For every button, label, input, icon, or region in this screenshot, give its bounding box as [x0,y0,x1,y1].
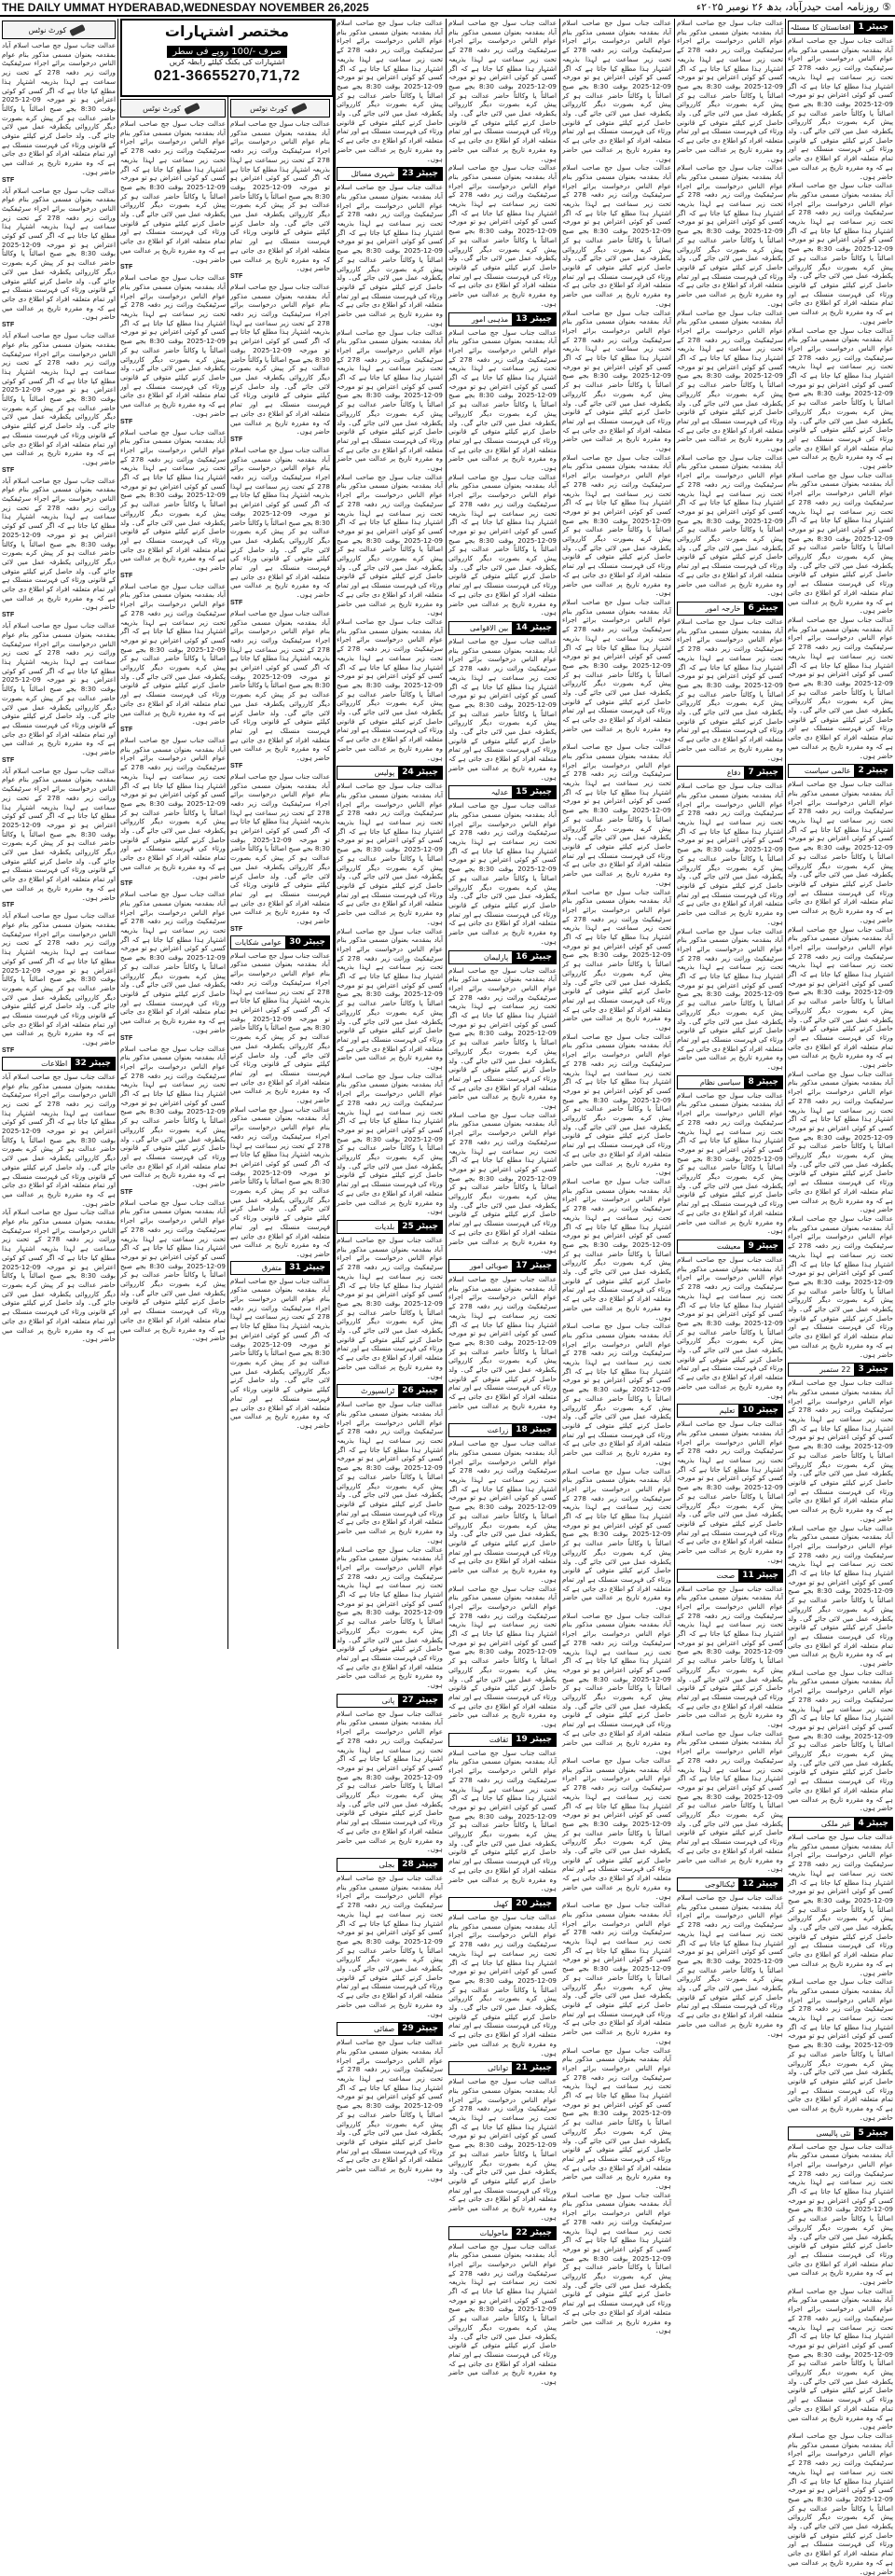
chapter-title: بجلی [376,1859,399,1871]
article-entry [337,1858,443,2018]
article-entry [448,312,557,618]
article-text: عدالت جناب سول جج صاحب اسلام آباد بمقدمہ بعنوان مسمی مذکور بنام عوام الناس درخواست برائے اجراء سرٹیفکیٹ وراثت زیر دفعہ 278 کے تحت زیر سماعت ہے لہذا بذریعہ اشتہار ہذا مطلع کیا جاتا ہے کہ اگر کسی کو کوئی اعتراض ہو تو مورخہ 09-12-2025 بوقت 8:30 بجے صبح اصالتاً یا وکالتاً حاضر عدالت ہو کر پیش کرے بصورت دیگر کارروائی یکطرفہ عمل میں لائی جائے گی۔ ولد حاصل کرنے کیلئے متوفی کے قانونی ورثاء کی فہرست منسلک ہے اور تمام متعلقہ افراد کو اطلاع دی جاتی ہے کہ وہ مقررہ تاریخ پر عدالت میں حاضر ہوں۔ [448,1913,557,2057]
column-8 [2,19,116,1649]
classified-phone: 021-36655270,71,72 [122,68,332,85]
chapter-badge [677,1404,783,1418]
article-entry [677,1569,783,1875]
stf-mark: STF [230,926,330,933]
chapter-number: چیپٹر 24 [398,767,442,779]
article-text: عدالت جناب سول جج صاحب اسلام آباد بمقدمہ بعنوان مسمی مذکور بنام عوام الناس درخواست برائے اجراء سرٹیفکیٹ وراثت زیر دفعہ 278 کے تحت زیر سماعت ہے لہذا بذریعہ اشتہار ہذا مطلع کیا جاتا ہے کہ اگر کسی کو کوئی اعتراض ہو تو مورخہ 09-12-2025 بوقت 8:30 بجے صبح اصالتاً یا وکالتاً حاضر عدالت ہو کر پیش کرے بصورت دیگر کارروائی یکطرفہ عمل میں لائی جائے گی۔ ولد حاصل کرنے کیلئے متوفی کے قانونی ورثاء کی فہرست منسلک ہے اور تمام متعلقہ افراد کو اطلاع دی جاتی ہے کہ وہ مقررہ تاریخ پر عدالت میں حاضر ہوں۔ [677,309,783,453]
article-entry [448,1259,557,1420]
notice-text: عدالت جناب سول جج صاحب اسلام آباد بمقدمہ بعنوان مسمی مذکور بنام عوام الناس درخواست برائے اجراء سرٹیفکیٹ وراثت زیر دفعہ 278 کے تحت زیر سماعت ہے لہذا بذریعہ اشتہار ہذا مطلع کیا جاتا ہے کہ اگر کسی کو کوئی اعتراض ہو تو مورخہ 09-12-2025 بوقت 8:30 بجے صبح اصالتاً یا وکالتاً حاضر عدالت ہو کر پیش کرے بصورت دیگر کارروائی یکطرفہ عمل میں لائی جائے گی۔ ولد حاصل کرنے کیلئے متوفی کے قانونی ورثاء کی فہرست منسلک ہے اور تمام متعلقہ افراد کو اطلاع دی جاتی ہے کہ وہ مقررہ تاریخ پر عدالت میں حاضر ہوں۔ [120,273,226,418]
article-entry [677,1240,783,1400]
classified-title: مختصر اشتہارات [122,22,332,40]
column-rule [785,19,786,1649]
chapter-title: تعلیم [716,1405,738,1417]
article-entry [677,1404,783,1564]
article-entry [788,1363,893,1813]
stf-mark: STF [120,727,226,733]
notice-text: عدالت جناب سول جج صاحب اسلام آباد بمقدمہ بعنوان مسمی مذکور بنام عوام الناس درخواست برائے اجراء سرٹیفکیٹ وراثت زیر دفعہ 278 کے تحت زیر سماعت ہے لہذا بذریعہ اشتہار ہذا مطلع کیا جاتا ہے کہ اگر کسی کو کوئی اعتراض ہو تو مورخہ 09-12-2025 بوقت 8:30 بجے صبح اصالتاً یا وکالتاً حاضر عدالت ہو کر پیش کرے بصورت دیگر کارروائی یکطرفہ عمل میں لائی جائے گی۔ ولد حاصل کرنے کیلئے متوفی کے قانونی ورثاء کی فہرست منسلک ہے اور تمام متعلقہ افراد کو اطلاع دی جاتی ہے کہ وہ مقررہ تاریخ پر عدالت میں حاضر ہوں۔ [120,582,226,727]
notice-text: عدالت جناب سول جج صاحب اسلام آباد بمقدمہ بعنوان مسمی مذکور بنام عوام الناس درخواست برائے اجراء سرٹیفکیٹ وراثت زیر دفعہ 278 کے تحت زیر سماعت ہے لہذا بذریعہ اشتہار ہذا مطلع کیا جاتا ہے کہ اگر کسی کو کوئی اعتراض ہو تو مورخہ 09-12-2025 بوقت 8:30 بجے صبح اصالتاً یا وکالتاً حاضر عدالت ہو کر پیش کرے بصورت دیگر کارروائی یکطرفہ عمل میں لائی جائے گی۔ ولد حاصل کرنے کیلئے متوفی کے قانونی ورثاء کی فہرست منسلک ہے اور تمام متعلقہ افراد کو اطلاع دی جاتی ہے کہ وہ مقررہ تاریخ پر عدالت میں حاضر ہوں۔ [2,477,116,613]
article-entry [677,1075,783,1236]
classified-contact-text: اشتہارات کی بکنگ کیلئے رابطہ کریں [122,58,332,66]
article-text: عدالت جناب سول جج صاحب اسلام آباد بمقدمہ بعنوان مسمی مذکور بنام عوام الناس درخواست برائے اجراء سرٹیفکیٹ وراثت زیر دفعہ 278 کے تحت زیر سماعت ہے لہذا بذریعہ اشتہار ہذا مطلع کیا جاتا ہے کہ اگر کسی کو کوئی اعتراض ہو تو مورخہ 09-12-2025 بوقت 8:30 بجے صبح اصالتاً یا وکالتاً حاضر عدالت ہو کر پیش کرے بصورت دیگر کارروائی یکطرفہ عمل میں لائی جائے گی۔ ولد حاصل کرنے کیلئے متوفی کے قانونی ورثاء کی فہرست منسلک ہے اور تمام متعلقہ افراد کو اطلاع دی جاتی ہے کہ وہ مقررہ تاریخ پر عدالت میں حاضر ہوں۔ [448,19,557,163]
chapter-number: چیپٹر 10 [738,1405,782,1417]
chapter-number: چیپٹر 8 [744,1076,782,1088]
chapter-title: پانی [379,1695,399,1707]
chapter-title: صفائی [370,2023,398,2035]
column-rule-thick [333,19,336,1649]
article-text: عدالت جناب سول جج صاحب اسلام آباد بمقدمہ بعنوان مسمی مذکور بنام عوام الناس درخواست برائے اجراء سرٹیفکیٹ وراثت زیر دفعہ 278 کے تحت زیر سماعت ہے لہذا بذریعہ اشتہار ہذا مطلع کیا جاتا ہے کہ اگر کسی کو کوئی اعتراض ہو تو مورخہ 09-12-2025 بوقت 8:30 بجے صبح اصالتاً یا وکالتاً حاضر عدالت ہو کر پیش کرے بصورت دیگر کارروائی یکطرفہ عمل میں لائی جائے گی۔ ولد حاصل کرنے کیلئے متوفی کے قانونی ورثاء کی فہرست منسلک ہے اور تمام متعلقہ افراد کو اطلاع دی جاتی ہے کہ وہ مقررہ تاریخ پر عدالت میں حاضر ہوں۔ [562,1467,671,1612]
chapter-title: ثقافت [486,1734,512,1746]
chapter-number: چیپٹر 11 [738,1570,782,1582]
article-text: عدالت جناب سول جج صاحب اسلام آباد بمقدمہ بعنوان مسمی مذکور بنام عوام الناس درخواست برائے اجراء سرٹیفکیٹ وراثت زیر دفعہ 278 کے تحت زیر سماعت ہے لہذا بذریعہ اشتہار ہذا مطلع کیا جاتا ہے کہ اگر کسی کو کوئی اعتراض ہو تو مورخہ 09-12-2025 بوقت 8:30 بجے صبح اصالتاً یا وکالتاً حاضر عدالت ہو کر پیش کرے بصورت دیگر کارروائی یکطرفہ عمل میں لائی جائے گی۔ ولد حاصل کرنے کیلئے متوفی کے قانونی ورثاء کی فہرست منسلک ہے اور تمام متعلقہ افراد کو اطلاع دی جاتی ہے کہ وہ مقررہ تاریخ پر عدالت میں حاضر ہوں۔ [448,637,557,782]
article-text: عدالت جناب سول جج صاحب اسلام آباد بمقدمہ بعنوان مسمی مذکور بنام عوام الناس درخواست برائے اجراء سرٹیفکیٹ وراثت زیر دفعہ 278 کے تحت زیر سماعت ہے لہذا بذریعہ اشتہار ہذا مطلع کیا جاتا ہے کہ اگر کسی کو کوئی اعتراض ہو تو مورخہ 09-12-2025 بوقت 8:30 بجے صبح اصالتاً یا وکالتاً حاضر عدالت ہو کر پیش کرے بصورت دیگر کارروائی یکطرفہ عمل میں لائی جائے گی۔ ولد حاصل کرنے کیلئے متوفی کے قانونی ورثاء کی فہرست منسلک ہے اور تمام متعلقہ افراد کو اطلاع دی جاتی ہے کہ وہ مقررہ تاریخ پر عدالت میں حاضر ہوں۔ [562,19,671,163]
article-text: عدالت جناب سول جج صاحب اسلام آباد بمقدمہ بعنوان مسمی مذکور بنام عوام الناس درخواست برائے اجراء سرٹیفکیٹ وراثت زیر دفعہ 278 کے تحت زیر سماعت ہے لہذا بذریعہ اشتہار ہذا مطلع کیا جاتا ہے کہ اگر کسی کو کوئی اعتراض ہو تو مورخہ 09-12-2025 بوقت 8:30 بجے صبح اصالتاً یا وکالتاً حاضر عدالت ہو کر پیش کرے بصورت دیگر کارروائی یکطرفہ عمل میں لائی جائے گی۔ ولد حاصل کرنے کیلئے متوفی کے قانونی ورثاء کی فہرست منسلک ہے اور تمام متعلقہ افراد کو اطلاع دی جاتی ہے کہ وہ مقررہ تاریخ پر عدالت میں حاضر ہوں۔ [562,453,671,598]
chapter-title: متفرق [258,1262,285,1274]
chapter-number: چیپٹر 4 [854,1818,892,1830]
article-text: عدالت جناب سول جج صاحب اسلام آباد بمقدمہ بعنوان مسمی مذکور بنام عوام الناس درخواست برائے اجراء سرٹیفکیٹ وراثت زیر دفعہ 278 کے تحت زیر سماعت ہے لہذا بذریعہ اشتہار ہذا مطلع کیا جاتا ہے کہ اگر کسی کو کوئی اعتراض ہو تو مورخہ 09-12-2025 بوقت 8:30 بجے صبح اصالتاً یا وکالتاً حاضر عدالت ہو کر پیش کرے بصورت دیگر کارروائی یکطرفہ عمل میں لائی جائے گی۔ ولد حاصل کرنے کیلئے متوفی کے قانونی ورثاء کی فہرست منسلک ہے اور تمام متعلقہ افراد کو اطلاع دی جاتی ہے کہ وہ مقررہ تاریخ پر عدالت میں حاضر ہوں۔ [448,1585,557,1729]
article-entry [337,19,443,163]
chapter-badge [230,1261,330,1275]
article-text: عدالت جناب سول جج صاحب اسلام آباد بمقدمہ بعنوان مسمی مذکور بنام عوام الناس درخواست برائے اجراء سرٹیفکیٹ وراثت زیر دفعہ 278 کے تحت زیر سماعت ہے لہذا بذریعہ اشتہار ہذا مطلع کیا جاتا ہے کہ اگر کسی کو کوئی اعتراض ہو تو مورخہ 09-12-2025 بوقت 8:30 بجے صبح اصالتاً یا وکالتاً حاضر عدالت ہو کر پیش کرے بصورت دیگر کارروائی یکطرفہ عمل میں لائی جائے گی۔ ولد حاصل کرنے کیلئے متوفی کے قانونی ورثاء کی فہرست منسلک ہے اور تمام متعلقہ افراد کو اطلاع دی جاتی ہے کہ وہ مقررہ تاریخ پر عدالت میں حاضر ہوں۔ [337,617,443,762]
article-text: عدالت جناب سول جج صاحب اسلام آباد بمقدمہ بعنوان مسمی مذکور بنام عوام الناس درخواست برائے اجراء سرٹیفکیٹ وراثت زیر دفعہ 278 کے تحت زیر سماعت ہے لہذا بذریعہ اشتہار ہذا مطلع کیا جاتا ہے کہ اگر کسی کو کوئی اعتراض ہو تو مورخہ 09-12-2025 بوقت 8:30 بجے صبح اصالتاً یا وکالتاً حاضر عدالت ہو کر پیش کرے بصورت دیگر کارروائی یکطرفہ عمل میں لائی جائے گی۔ ولد حاصل کرنے کیلئے متوفی کے قانونی ورثاء کی فہرست منسلک ہے اور تمام متعلقہ افراد کو اطلاع دی جاتی ہے کہ وہ مقررہ تاریخ پر عدالت میں حاضر ہوں۔ [448,163,557,308]
article-text: عدالت جناب سول جج صاحب اسلام آباد بمقدمہ بعنوان مسمی مذکور بنام عوام الناس درخواست برائے اجراء سرٹیفکیٹ وراثت زیر دفعہ 278 کے تحت زیر سماعت ہے لہذا بذریعہ اشتہار ہذا مطلع کیا جاتا ہے کہ اگر کسی کو کوئی اعتراض ہو تو مورخہ 09-12-2025 بوقت 8:30 بجے صبح اصالتاً یا وکالتاً حاضر عدالت ہو کر پیش کرے بصورت دیگر کارروائی یکطرفہ عمل میں لائی جائے گی۔ ولد حاصل کرنے کیلئے متوفی کے قانونی ورثاء کی فہرست منسلک ہے اور تمام متعلقہ افراد کو اطلاع دی جاتی ہے کہ وہ مقررہ تاریخ پر عدالت میں حاضر ہوں۔ [677,453,783,598]
article-text: عدالت جناب سول جج صاحب اسلام آباد بمقدمہ بعنوان مسمی مذکور بنام عوام الناس درخواست برائے اجراء سرٹیفکیٹ وراثت زیر دفعہ 278 کے تحت زیر سماعت ہے لہذا بذریعہ اشتہار ہذا مطلع کیا جاتا ہے کہ اگر کسی کو کوئی اعتراض ہو تو مورخہ 09-12-2025 بوقت 8:30 بجے صبح اصالتاً یا وکالتاً حاضر عدالت ہو کر پیش کرے بصورت دیگر کارروائی یکطرفہ عمل میں لائی جائے گی۔ ولد حاصل کرنے کیلئے متوفی کے قانونی ورثاء کی فہرست منسلک ہے اور تمام متعلقہ افراد کو اطلاع دی جاتی ہے کہ وہ مقررہ تاریخ پر عدالت میں حاضر ہوں۔ [448,1439,557,1584]
chapter-badge [448,785,557,799]
article-entry [677,1877,783,2038]
chapter-number: چیپٹر 7 [744,767,782,779]
stf-mark: STF [230,273,330,280]
column-4 [448,19,557,1649]
chapter-badge [337,1220,443,1234]
chapter-number: چیپٹر 21 [512,2062,556,2074]
stf-mark: STF [2,1047,116,1054]
article-entry [448,1733,557,1893]
article-text: عدالت جناب سول جج صاحب اسلام آباد بمقدمہ بعنوان مسمی مذکور بنام عوام الناس درخواست برائے اجراء سرٹیفکیٹ وراثت زیر دفعہ 278 کے تحت زیر سماعت ہے لہذا بذریعہ اشتہار ہذا مطلع کیا جاتا ہے کہ اگر کسی کو کوئی اعتراض ہو تو مورخہ 09-12-2025 بوقت 8:30 بجے صبح اصالتاً یا وکالتاً حاضر عدالت ہو کر پیش کرے بصورت دیگر کارروائی یکطرفہ عمل میں لائی جائے گی۔ ولد حاصل کرنے کیلئے متوفی کے قانونی ورثاء کی فہرست منسلک ہے اور تمام متعلقہ افراد کو اطلاع دی جاتی ہے کہ وہ مقررہ تاریخ پر عدالت میں حاضر ہوں۔ [788,1833,893,1977]
article-entry [788,764,893,1359]
chapter-title: نئی پالیسی [812,2127,854,2140]
article-text: عدالت جناب سول جج صاحب اسلام آباد بمقدمہ بعنوان مسمی مذکور بنام عوام الناس درخواست برائے اجراء سرٹیفکیٹ وراثت زیر دفعہ 278 کے تحت زیر سماعت ہے لہذا بذریعہ اشتہار ہذا مطلع کیا جاتا ہے کہ اگر کسی کو کوئی اعتراض ہو تو مورخہ 09-12-2025 بوقت 8:30 بجے صبح اصالتاً یا وکالتاً حاضر عدالت ہو کر پیش کرے بصورت دیگر کارروائی یکطرفہ عمل میں لائی جائے گی۔ ولد حاصل کرنے کیلئے متوفی کے قانونی ورثاء کی فہرست منسلک ہے اور تمام متعلقہ افراد کو اطلاع دی جاتی ہے کہ وہ مقررہ تاریخ پر عدالت میں حاضر ہوں۔ [337,2038,443,2182]
article-text: عدالت جناب سول جج صاحب اسلام آباد بمقدمہ بعنوان مسمی مذکور بنام عوام الناس درخواست برائے اجراء سرٹیفکیٹ وراثت زیر دفعہ 278 کے تحت زیر سماعت ہے لہذا بذریعہ اشتہار ہذا مطلع کیا جاتا ہے کہ اگر کسی کو کوئی اعتراض ہو تو مورخہ 09-12-2025 بوقت 8:30 بجے صبح اصالتاً یا وکالتاً حاضر عدالت ہو کر پیش کرے بصورت دیگر کارروائی یکطرفہ عمل میں لائی جائے گی۔ ولد حاصل کرنے کیلئے متوفی کے قانونی ورثاء کی فہرست منسلک ہے اور تمام متعلقہ افراد کو اطلاع دی جاتی ہے کہ وہ مقررہ تاریخ پر عدالت میں حاضر ہوں۔ [677,1091,783,1236]
article-entry [448,621,557,782]
notice-text: عدالت جناب سول جج صاحب اسلام آباد بمقدمہ بعنوان مسمی مذکور بنام عوام الناس درخواست برائے اجراء سرٹیفکیٹ وراثت زیر دفعہ 278 کے تحت زیر سماعت ہے لہذا بذریعہ اشتہار ہذا مطلع کیا جاتا ہے کہ اگر کسی کو کوئی اعتراض ہو تو مورخہ 09-12-2025 بوقت 8:30 بجے صبح اصالتاً یا وکالتاً حاضر عدالت ہو کر پیش کرے بصورت دیگر کارروائی یکطرفہ عمل میں لائی جائے گی۔ ولد حاصل کرنے کیلئے متوفی کے قانونی ورثاء کی فہرست منسلک ہے اور تمام متعلقہ افراد کو اطلاع دی جاتی ہے کہ وہ مقررہ تاریخ پر عدالت میں حاضر ہوں۔ [2,331,116,467]
article-entry [788,1817,893,2123]
stf-mark: STF [2,467,116,474]
article-text: عدالت جناب سول جج صاحب اسلام آباد بمقدمہ بعنوان مسمی مذکور بنام عوام الناس درخواست برائے اجراء سرٹیفکیٹ وراثت زیر دفعہ 278 کے تحت زیر سماعت ہے لہذا بذریعہ اشتہار ہذا مطلع کیا جاتا ہے کہ اگر کسی کو کوئی اعتراض ہو تو مورخہ 09-12-2025 بوقت 8:30 بجے صبح اصالتاً یا وکالتاً حاضر عدالت ہو کر پیش کرے بصورت دیگر کارروائی یکطرفہ عمل میں لائی جائے گی۔ ولد حاصل کرنے کیلئے متوفی کے قانونی ورثاء کی فہرست منسلک ہے اور تمام متعلقہ افراد کو اطلاع دی جاتی ہے کہ وہ مقررہ تاریخ پر عدالت میں حاضر ہوں۔ [448,1111,557,1255]
chapter-title: ماحولیات [476,2227,513,2239]
article-text: عدالت جناب سول جج صاحب اسلام آباد بمقدمہ بعنوان مسمی مذکور بنام عوام الناس درخواست برائے اجراء سرٹیفکیٹ وراثت زیر دفعہ 278 کے تحت زیر سماعت ہے لہذا بذریعہ اشتہار ہذا مطلع کیا جاتا ہے کہ اگر کسی کو کوئی اعتراض ہو تو مورخہ 09-12-2025 بوقت 8:30 بجے صبح اصالتاً یا وکالتاً حاضر عدالت ہو کر پیش کرے بصورت دیگر کارروائی یکطرفہ عمل میں لائی جائے گی۔ ولد حاصل کرنے کیلئے متوفی کے قانونی ورثاء کی فہرست منسلک ہے اور تمام متعلقہ افراد کو اطلاع دی جاتی ہے کہ وہ مقررہ تاریخ پر عدالت میں حاضر ہوں۔ [562,1756,671,1901]
stf-mark: STF [230,600,330,606]
chapter-badge [448,2226,557,2240]
chapter-badge [448,950,557,964]
stf-mark: STF [120,264,226,270]
notice-text: عدالت جناب سول جج صاحب اسلام آباد بمقدمہ بعنوان مسمی مذکور بنام عوام الناس درخواست برائے اجراء سرٹیفکیٹ وراثت زیر دفعہ 278 کے تحت زیر سماعت ہے لہذا بذریعہ اشتہار ہذا مطلع کیا جاتا ہے کہ اگر کسی کو کوئی اعتراض ہو تو مورخہ 09-12-2025 بوقت 8:30 بجے صبح اصالتاً یا وکالتاً حاضر عدالت ہو کر پیش کرے بصورت دیگر کارروائی یکطرفہ عمل میں لائی جائے گی۔ ولد حاصل کرنے کیلئے متوفی کے قانونی ورثاء کی فہرست منسلک ہے اور تمام متعلقہ افراد کو اطلاع دی جاتی ہے کہ وہ مقررہ تاریخ پر عدالت میں حاضر ہوں۔ [230,1277,330,1431]
article-text: عدالت جناب سول جج صاحب اسلام آباد بمقدمہ بعنوان مسمی مذکور بنام عوام الناس درخواست برائے اجراء سرٹیفکیٹ وراثت زیر دفعہ 278 کے تحت زیر سماعت ہے لہذا بذریعہ اشتہار ہذا مطلع کیا جاتا ہے کہ اگر کسی کو کوئی اعتراض ہو تو مورخہ 09-12-2025 بوقت 8:30 بجے صبح اصالتاً یا وکالتاً حاضر عدالت ہو کر پیش کرے بصورت دیگر کارروائی یکطرفہ عمل میں لائی جائے گی۔ ولد حاصل کرنے کیلئے متوفی کے قانونی ورثاء کی فہرست منسلک ہے اور تمام متعلقہ افراد کو اطلاع دی جاتی ہے کہ وہ مقررہ تاریخ پر عدالت میں حاضر ہوں۔ [788,925,893,1070]
notice-text: عدالت جناب سول جج صاحب اسلام آباد بمقدمہ بعنوان مسمی مذکور بنام عوام الناس درخواست برائے اجراء سرٹیفکیٹ وراثت زیر دفعہ 278 کے تحت زیر سماعت ہے لہذا بذریعہ اشتہار ہذا مطلع کیا جاتا ہے کہ اگر کسی کو کوئی اعتراض ہو تو مورخہ 09-12-2025 بوقت 8:30 بجے صبح اصالتاً یا وکالتاً حاضر عدالت ہو کر پیش کرے بصورت دیگر کارروائی یکطرفہ عمل میں لائی جائے گی۔ ولد حاصل کرنے کیلئے متوفی کے قانونی ورثاء کی فہرست منسلک ہے اور تمام متعلقہ افراد کو اطلاع دی جاتی ہے کہ وہ مقررہ تاریخ پر عدالت میں حاضر ہوں۔ [230,609,330,763]
chapter-badge [2,1057,116,1071]
stf-mark: STF [2,177,116,184]
article-text: عدالت جناب سول جج صاحب اسلام آباد بمقدمہ بعنوان مسمی مذکور بنام عوام الناس درخواست برائے اجراء سرٹیفکیٹ وراثت زیر دفعہ 278 کے تحت زیر سماعت ہے لہذا بذریعہ اشتہار ہذا مطلع کیا جاتا ہے کہ اگر کسی کو کوئی اعتراض ہو تو مورخہ 09-12-2025 بوقت 8:30 بجے صبح اصالتاً یا وکالتاً حاضر عدالت ہو کر پیش کرے بصورت دیگر کارروائی یکطرفہ عمل میں لائی جائے گی۔ ولد حاصل کرنے کیلئے متوفی کے قانونی ورثاء کی فہرست منسلک ہے اور تمام متعلقہ افراد کو اطلاع دی جاتی ہے کہ وہ مقررہ تاریخ پر عدالت میں حاضر ہوں۔ [677,927,783,1072]
article-text: عدالت جناب سول جج صاحب اسلام آباد بمقدمہ بعنوان مسمی مذکور بنام عوام الناس درخواست برائے اجراء سرٹیفکیٹ وراثت زیر دفعہ 278 کے تحت زیر سماعت ہے لہذا بذریعہ اشتہار ہذا مطلع کیا جاتا ہے کہ اگر کسی کو کوئی اعتراض ہو تو مورخہ 09-12-2025 بوقت 8:30 بجے صبح اصالتاً یا وکالتاً حاضر عدالت ہو کر پیش کرے بصورت دیگر کارروائی یکطرفہ عمل میں لائی جائے گی۔ ولد حاصل کرنے کیلئے متوفی کے قانونی ورثاء کی فہرست منسلک ہے اور تمام متعلقہ افراد کو اطلاع دی جاتی ہے کہ وہ مقررہ تاریخ پر عدالت میں حاضر ہوں۔ [677,617,783,762]
article-text: عدالت جناب سول جج صاحب اسلام آباد بمقدمہ بعنوان مسمی مذکور بنام عوام الناس درخواست برائے اجراء سرٹیفکیٹ وراثت زیر دفعہ 278 کے تحت زیر سماعت ہے لہذا بذریعہ اشتہار ہذا مطلع کیا جاتا ہے کہ اگر کسی کو کوئی اعتراض ہو تو مورخہ 09-12-2025 بوقت 8:30 بجے صبح اصالتاً یا وکالتاً حاضر عدالت ہو کر پیش کرے بصورت دیگر کارروائی یکطرفہ عمل میں لائی جائے گی۔ ولد حاصل کرنے کیلئے متوفی کے قانونی ورثاء کی فہرست منسلک ہے اور تمام متعلقہ افراد کو اطلاع دی جاتی ہے کہ وہ مقررہ تاریخ پر عدالت میں حاضر ہوں۔ [337,1874,443,2018]
article-entry [337,167,443,762]
chapter-title: دفاع [723,767,745,779]
chapter-number: چیپٹر 5 [854,2127,892,2140]
chapter-number: چیپٹر 22 [512,2227,556,2239]
chapter-title: غیر ملکی [818,1818,855,1830]
article-entry [788,2126,893,2576]
chapter-badge [788,21,893,35]
article-text: عدالت جناب سول جج صاحب اسلام آباد بمقدمہ بعنوان مسمی مذکور بنام عوام الناس درخواست برائے اجراء سرٹیفکیٹ وراثت زیر دفعہ 278 کے تحت زیر سماعت ہے لہذا بذریعہ اشتہار ہذا مطلع کیا جاتا ہے کہ اگر کسی کو کوئی اعتراض ہو تو مورخہ 09-12-2025 بوقت 8:30 بجے صبح اصالتاً یا وکالتاً حاضر عدالت ہو کر پیش کرے بصورت دیگر کارروائی یکطرفہ عمل میں لائی جائے گی۔ ولد حاصل کرنے کیلئے متوفی کے قانونی ورثاء کی فہرست منسلک ہے اور تمام متعلقہ افراد کو اطلاع دی جاتی ہے کہ وہ مقررہ تاریخ پر عدالت میں حاضر ہوں۔ [788,2142,893,2287]
article-text: عدالت جناب سول جج صاحب اسلام آباد بمقدمہ بعنوان مسمی مذکور بنام عوام الناس درخواست برائے اجراء سرٹیفکیٹ وراثت زیر دفعہ 278 کے تحت زیر سماعت ہے لہذا بذریعہ اشتہار ہذا مطلع کیا جاتا ہے کہ اگر کسی کو کوئی اعتراض ہو تو مورخہ 09-12-2025 بوقت 8:30 بجے صبح اصالتاً یا وکالتاً حاضر عدالت ہو کر پیش کرے بصورت دیگر کارروائی یکطرفہ عمل میں لائی جائے گی۔ ولد حاصل کرنے کیلئے متوفی کے قانونی ورثاء کی فہرست منسلک ہے اور تمام متعلقہ افراد کو اطلاع دی جاتی ہے کہ وہ مقررہ تاریخ پر عدالت میں حاضر ہوں۔ [677,1420,783,1564]
article-text: عدالت جناب سول جج صاحب اسلام آباد بمقدمہ بعنوان مسمی مذکور بنام عوام الناس درخواست برائے اجراء سرٹیفکیٹ وراثت زیر دفعہ 278 کے تحت زیر سماعت ہے لہذا بذریعہ اشتہار ہذا مطلع کیا جاتا ہے کہ اگر کسی کو کوئی اعتراض ہو تو مورخہ 09-12-2025 بوقت 8:30 بجے صبح اصالتاً یا وکالتاً حاضر عدالت ہو کر پیش کرے بصورت دیگر کارروائی یکطرفہ عمل میں لائی جائے گی۔ ولد حاصل کرنے کیلئے متوفی کے قانونی ورثاء کی فہرست منسلک ہے اور تمام متعلقہ افراد کو اطلاع دی جاتی ہے کہ وہ مقررہ تاریخ پر عدالت میں حاضر ہوں۔ [677,19,783,163]
chapter-number: چیپٹر 14 [512,622,556,634]
notice-text: عدالت جناب سول جج صاحب اسلام آباد بمقدمہ بعنوان مسمی مذکور بنام عوام الناس درخواست برائے اجراء سرٹیفکیٹ وراثت زیر دفعہ 278 کے تحت زیر سماعت ہے لہذا بذریعہ اشتہار ہذا مطلع کیا جاتا ہے کہ اگر کسی کو کوئی اعتراض ہو تو مورخہ 09-12-2025 بوقت 8:30 بجے صبح اصالتاً یا وکالتاً حاضر عدالت ہو کر پیش کرے بصورت دیگر کارروائی یکطرفہ عمل میں لائی جائے گی۔ ولد حاصل کرنے کیلئے متوفی کے قانونی ورثاء کی فہرست منسلک ہے اور تمام متعلقہ افراد کو اطلاع دی جاتی ہے کہ وہ مقررہ تاریخ پر عدالت میں حاضر ہوں۔ [230,951,330,1105]
notice-text: عدالت جناب سول جج صاحب اسلام آباد بمقدمہ بعنوان مسمی مذکور بنام عوام الناس درخواست برائے اجراء سرٹیفکیٹ وراثت زیر دفعہ 278 کے تحت زیر سماعت ہے لہذا بذریعہ اشتہار ہذا مطلع کیا جاتا ہے کہ اگر کسی کو کوئی اعتراض ہو تو مورخہ 09-12-2025 بوقت 8:30 بجے صبح اصالتاً یا وکالتاً حاضر عدالت ہو کر پیش کرے بصورت دیگر کارروائی یکطرفہ عمل میں لائی جائے گی۔ ولد حاصل کرنے کیلئے متوفی کے قانونی ورثاء کی فہرست منسلک ہے اور تمام متعلقہ افراد کو اطلاع دی جاتی ہے کہ وہ مقررہ تاریخ پر عدالت میں حاضر ہوں۔ [120,736,226,880]
masthead [0,0,895,17]
chapter-badge [677,1240,783,1253]
column-3 [562,19,671,1649]
chapter-title: ٹیکنالوجی [701,1878,738,1890]
chapter-title: 22 ستمبر [816,1364,854,1376]
chapter-badge [337,2022,443,2036]
notice-text: عدالت جناب سول جج صاحب اسلام آباد بمقدمہ بعنوان مسمی مذکور بنام عوام الناس درخواست برائے اجراء سرٹیفکیٹ وراثت زیر دفعہ 278 کے تحت زیر سماعت ہے لہذا بذریعہ اشتہار ہذا مطلع کیا جاتا ہے کہ اگر کسی کو کوئی اعتراض ہو تو مورخہ 09-12-2025 بوقت 8:30 بجے صبح اصالتاً یا وکالتاً حاضر عدالت ہو کر پیش کرے بصورت دیگر کارروائی یکطرفہ عمل میں لائی جائے گی۔ ولد حاصل کرنے کیلئے متوفی کے قانونی ورثاء کی فہرست منسلک ہے اور تمام متعلقہ افراد کو اطلاع دی جاتی ہے کہ وہ مقررہ تاریخ پر عدالت میں حاضر ہوں۔ [230,283,330,436]
chapter-number: چیپٹر 30 [285,936,329,949]
chapter-title: معیشت [713,1240,745,1253]
notice-text: عدالت جناب سول جج صاحب اسلام آباد بمقدمہ بعنوان مسمی مذکور بنام عوام الناس درخواست برائے اجراء سرٹیفکیٹ وراثت زیر دفعہ 278 کے تحت زیر سماعت ہے لہذا بذریعہ اشتہار ہذا مطلع کیا جاتا ہے کہ اگر کسی کو کوئی اعتراض ہو تو مورخہ 09-12-2025 بوقت 8:30 بجے صبح اصالتاً یا وکالتاً حاضر عدالت ہو کر پیش کرے بصورت دیگر کارروائی یکطرفہ عمل میں لائی جائے گی۔ ولد حاصل کرنے کیلئے متوفی کے قانونی ورثاء کی فہرست منسلک ہے اور تمام متعلقہ افراد کو اطلاع دی جاتی ہے کہ وہ مقررہ تاریخ پر عدالت میں حاضر ہوں۔ [230,1105,330,1259]
article-text: عدالت جناب سول جج صاحب اسلام آباد بمقدمہ بعنوان مسمی مذکور بنام عوام الناس درخواست برائے اجراء سرٹیفکیٹ وراثت زیر دفعہ 278 کے تحت زیر سماعت ہے لہذا بذریعہ اشتہار ہذا مطلع کیا جاتا ہے کہ اگر کسی کو کوئی اعتراض ہو تو مورخہ 09-12-2025 بوقت 8:30 بجے صبح اصالتاً یا وکالتاً حاضر عدالت ہو کر پیش کرے بصورت دیگر کارروائی یکطرفہ عمل میں لائی جائے گی۔ ولد حاصل کرنے کیلئے متوفی کے قانونی ورثاء کی فہرست منسلک ہے اور تمام متعلقہ افراد کو اطلاع دی جاتی ہے کہ وہ مقررہ تاریخ پر عدالت میں حاضر ہوں۔ [788,1977,893,2122]
notice-text: عدالت جناب سول جج صاحب اسلام آباد بمقدمہ بعنوان مسمی مذکور بنام عوام الناس درخواست برائے اجراء سرٹیفکیٹ وراثت زیر دفعہ 278 کے تحت زیر سماعت ہے لہذا بذریعہ اشتہار ہذا مطلع کیا جاتا ہے کہ اگر کسی کو کوئی اعتراض ہو تو مورخہ 09-12-2025 بوقت 8:30 بجے صبح اصالتاً یا وکالتاً حاضر عدالت ہو کر پیش کرے بصورت دیگر کارروائی یکطرفہ عمل میں لائی جائے گی۔ ولد حاصل کرنے کیلئے متوفی کے قانونی ورثاء کی فہرست منسلک ہے اور تمام متعلقہ افراد کو اطلاع دی جاتی ہے کہ وہ مقررہ تاریخ پر عدالت میں حاضر ہوں۔ [120,428,226,573]
chapter-title: بلدیات [371,1221,398,1233]
notice-text: عدالت جناب سول جج صاحب اسلام آباد بمقدمہ بعنوان مسمی مذکور بنام عوام الناس درخواست برائے اجراء سرٹیفکیٹ وراثت زیر دفعہ 278 کے تحت زیر سماعت ہے لہذا بذریعہ اشتہار ہذا مطلع کیا جاتا ہے کہ اگر کسی کو کوئی اعتراض ہو تو مورخہ 09-12-2025 بوقت 8:30 بجے صبح اصالتاً یا وکالتاً حاضر عدالت ہو کر پیش کرے بصورت دیگر کارروائی یکطرفہ عمل میں لائی جائے گی۔ ولد حاصل کرنے کیلئے متوفی کے قانونی ورثاء کی فہرست منسلک ہے اور تمام متعلقہ افراد کو اطلاع دی جاتی ہے کہ وہ مقررہ تاریخ پر عدالت میں حاضر ہوں۔ [230,119,330,273]
chapter-badge [788,1363,893,1377]
article-entry [337,2022,443,2182]
chapter-badge [448,1423,557,1437]
notice-text: عدالت جناب سول جج صاحب اسلام آباد بمقدمہ بعنوان مسمی مذکور بنام عوام الناس درخواست برائے اجراء سرٹیفکیٹ وراثت زیر دفعہ 278 کے تحت زیر سماعت ہے لہذا بذریعہ اشتہار ہذا مطلع کیا جاتا ہے کہ اگر کسی کو کوئی اعتراض ہو تو مورخہ 09-12-2025 بوقت 8:30 بجے صبح اصالتاً یا وکالتاً حاضر عدالت ہو کر پیش کرے بصورت دیگر کارروائی یکطرفہ عمل میں لائی جائے گی۔ ولد حاصل کرنے کیلئے متوفی کے قانونی ورثاء کی فہرست منسلک ہے اور تمام متعلقہ افراد کو اطلاع دی جاتی ہے کہ وہ مقررہ تاریخ پر عدالت میں حاضر ہوں۔ [2,1208,116,1344]
chapter-number: چیپٹر 1 [854,21,892,34]
chapter-badge [788,1817,893,1831]
column-rule [227,19,228,1649]
notice-text: عدالت جناب سول جج صاحب اسلام آباد بمقدمہ بعنوان مسمی مذکور بنام عوام الناس درخواست برائے اجراء سرٹیفکیٹ وراثت زیر دفعہ 278 کے تحت زیر سماعت ہے لہذا بذریعہ اشتہار ہذا مطلع کیا جاتا ہے کہ اگر کسی کو کوئی اعتراض ہو تو مورخہ 09-12-2025 بوقت 8:30 بجے صبح اصالتاً یا وکالتاً حاضر عدالت ہو کر پیش کرے بصورت دیگر کارروائی یکطرفہ عمل میں لائی جائے گی۔ ولد حاصل کرنے کیلئے متوفی کے قانونی ورثاء کی فہرست منسلک ہے اور تمام متعلقہ افراد کو اطلاع دی جاتی ہے کہ وہ مقررہ تاریخ پر عدالت میں حاضر ہوں۔ [2,187,116,323]
chapter-badge [448,312,557,326]
chapter-number: چیپٹر 20 [512,1898,556,1910]
article-text: عدالت جناب سول جج صاحب اسلام آباد بمقدمہ بعنوان مسمی مذکور بنام عوام الناس درخواست برائے اجراء سرٹیفکیٹ وراثت زیر دفعہ 278 کے تحت زیر سماعت ہے لہذا بذریعہ اشتہار ہذا مطلع کیا جاتا ہے کہ اگر کسی کو کوئی اعتراض ہو تو مورخہ 09-12-2025 بوقت 8:30 بجے صبح اصالتاً یا وکالتاً حاضر عدالت ہو کر پیش کرے بصورت دیگر کارروائی یکطرفہ عمل میں لائی جائے گی۔ ولد حاصل کرنے کیلئے متوفی کے قانونی ورثاء کی فہرست منسلک ہے اور تمام متعلقہ افراد کو اطلاع دی جاتی ہے کہ وہ مقررہ تاریخ پر عدالت میں حاضر ہوں۔ [677,1585,783,1729]
article-text: عدالت جناب سول جج صاحب اسلام آباد بمقدمہ بعنوان مسمی مذکور بنام عوام الناس درخواست برائے اجراء سرٹیفکیٹ وراثت زیر دفعہ 278 کے تحت زیر سماعت ہے لہذا بذریعہ اشتہار ہذا مطلع کیا جاتا ہے کہ اگر کسی کو کوئی اعتراض ہو تو مورخہ 09-12-2025 بوقت 8:30 بجے صبح اصالتاً یا وکالتاً حاضر عدالت ہو کر پیش کرے بصورت دیگر کارروائی یکطرفہ عمل میں لائی جائے گی۔ ولد حاصل کرنے کیلئے متوفی کے قانونی ورثاء کی فہرست منسلک ہے اور تمام متعلقہ افراد کو اطلاع دی جاتی ہے کہ وہ مقررہ تاریخ پر عدالت میں حاضر ہوں۔ [448,801,557,946]
chapter-title: شہری مسائل [347,168,398,180]
article-text: عدالت جناب سول جج صاحب اسلام آباد بمقدمہ بعنوان مسمی مذکور بنام عوام الناس درخواست برائے اجراء سرٹیفکیٹ وراثت زیر دفعہ 278 کے تحت زیر سماعت ہے لہذا بذریعہ اشتہار ہذا مطلع کیا جاتا ہے کہ اگر کسی کو کوئی اعتراض ہو تو مورخہ 09-12-2025 بوقت 8:30 بجے صبح اصالتاً یا وکالتاً حاضر عدالت ہو کر پیش کرے بصورت دیگر کارروائی یکطرفہ عمل میں لائی جائے گی۔ ولد حاصل کرنے کیلئے متوفی کے قانونی ورثاء کی فہرست منسلک ہے اور تمام متعلقہ افراد کو اطلاع دی جاتی ہے کہ وہ مقررہ تاریخ پر عدالت میں حاضر ہوں۔ [788,1378,893,1523]
chapter-badge [677,1877,783,1891]
chapter-title: عالمی سیاست [801,765,855,777]
article-entry [562,19,671,2335]
article-text: عدالت جناب سول جج صاحب اسلام آباد بمقدمہ بعنوان مسمی مذکور بنام عوام الناس درخواست برائے اجراء سرٹیفکیٹ وراثت زیر دفعہ 278 کے تحت زیر سماعت ہے لہذا بذریعہ اشتہار ہذا مطلع کیا جاتا ہے کہ اگر کسی کو کوئی اعتراض ہو تو مورخہ 09-12-2025 بوقت 8:30 بجے صبح اصالتاً یا وکالتاً حاضر عدالت ہو کر پیش کرے بصورت دیگر کارروائی یکطرفہ عمل میں لائی جائے گی۔ ولد حاصل کرنے کیلئے متوفی کے قانونی ورثاء کی فہرست منسلک ہے اور تمام متعلقہ افراد کو اطلاع دی جاتی ہے کہ وہ مقررہ تاریخ پر عدالت میں حاضر ہوں۔ [448,1749,557,1893]
chapter-title: زراعت [484,1424,513,1436]
chapter-title: عوامی شکایات [231,936,285,949]
article-text: عدالت جناب سول جج صاحب اسلام آباد بمقدمہ بعنوان مسمی مذکور بنام عوام الناس درخواست برائے اجراء سرٹیفکیٹ وراثت زیر دفعہ 278 کے تحت زیر سماعت ہے لہذا بذریعہ اشتہار ہذا مطلع کیا جاتا ہے کہ اگر کسی کو کوئی اعتراض ہو تو مورخہ 09-12-2025 بوقت 8:30 بجے صبح اصالتاً یا وکالتاً حاضر عدالت ہو کر پیش کرے بصورت دیگر کارروائی یکطرفہ عمل میں لائی جائے گی۔ ولد حاصل کرنے کیلئے متوفی کے قانونی ورثاء کی فہرست منسلک ہے اور تمام متعلقہ افراد کو اطلاع دی جاتی ہے کہ وہ مقررہ تاریخ پر عدالت میں حاضر ہوں۔ [337,473,443,617]
column-7 [120,97,226,1649]
chapter-badge [448,2061,557,2075]
article-text: عدالت جناب سول جج صاحب اسلام آباد بمقدمہ بعنوان مسمی مذکور بنام عوام الناس درخواست برائے اجراء سرٹیفکیٹ وراثت زیر دفعہ 278 کے تحت زیر سماعت ہے لہذا بذریعہ اشتہار ہذا مطلع کیا جاتا ہے کہ اگر کسی کو کوئی اعتراض ہو تو مورخہ 09-12-2025 بوقت 8:30 بجے صبح اصالتاً یا وکالتاً حاضر عدالت ہو کر پیش کرے بصورت دیگر کارروائی یکطرفہ عمل میں لائی جائے گی۔ ولد حاصل کرنے کیلئے متوفی کے قانونی ورثاء کی فہرست منسلک ہے اور تمام متعلقہ افراد کو اطلاع دی جاتی ہے کہ وہ مقررہ تاریخ پر عدالت میں حاضر ہوں۔ [788,616,893,760]
stf-mark: STF [230,763,330,769]
article-text: عدالت جناب سول جج صاحب اسلام آباد بمقدمہ بعنوان مسمی مذکور بنام عوام الناس درخواست برائے اجراء سرٹیفکیٹ وراثت زیر دفعہ 278 کے تحت زیر سماعت ہے لہذا بذریعہ اشتہار ہذا مطلع کیا جاتا ہے کہ اگر کسی کو کوئی اعتراض ہو تو مورخہ 09-12-2025 بوقت 8:30 بجے صبح اصالتاً یا وکالتاً حاضر عدالت ہو کر پیش کرے بصورت دیگر کارروائی یکطرفہ عمل میں لائی جائے گی۔ ولد حاصل کرنے کیلئے متوفی کے قانونی ورثاء کی فہرست منسلک ہے اور تمام متعلقہ افراد کو اطلاع دی جاتی ہے کہ وہ مقررہ تاریخ پر عدالت میں حاضر ہوں۔ [337,1236,443,1380]
article-text: عدالت جناب سول جج صاحب اسلام آباد بمقدمہ بعنوان مسمی مذکور بنام عوام الناس درخواست برائے اجراء سرٹیفکیٹ وراثت زیر دفعہ 278 کے تحت زیر سماعت ہے لہذا بذریعہ اشتہار ہذا مطلع کیا جاتا ہے کہ اگر کسی کو کوئی اعتراض ہو تو مورخہ 09-12-2025 بوقت 8:30 بجے صبح اصالتاً یا وکالتاً حاضر عدالت ہو کر پیش کرے بصورت دیگر کارروائی یکطرفہ عمل میں لائی جائے گی۔ ولد حاصل کرنے کیلئے متوفی کے قانونی ورثاء کی فہرست منسلک ہے اور تمام متعلقہ افراد کو اطلاع دی جاتی ہے کہ وہ مقررہ تاریخ پر عدالت میں حاضر ہوں۔ [562,742,671,887]
stf-mark: STF [230,436,330,443]
chapter-title: توانائی [484,2062,512,2074]
article-entry [337,1694,443,1854]
article-text: عدالت جناب سول جج صاحب اسلام آباد بمقدمہ بعنوان مسمی مذکور بنام عوام الناس درخواست برائے اجراء سرٹیفکیٹ وراثت زیر دفعہ 278 کے تحت زیر سماعت ہے لہذا بذریعہ اشتہار ہذا مطلع کیا جاتا ہے کہ اگر کسی کو کوئی اعتراض ہو تو مورخہ 09-12-2025 بوقت 8:30 بجے صبح اصالتاً یا وکالتاً حاضر عدالت ہو کر پیش کرے بصورت دیگر کارروائی یکطرفہ عمل میں لائی جائے گی۔ ولد حاصل کرنے کیلئے متوفی کے قانونی ورثاء کی فہرست منسلک ہے اور تمام متعلقہ افراد کو اطلاع دی جاتی ہے کہ وہ مقررہ تاریخ پر عدالت میں حاضر ہوں۔ [337,927,443,1072]
article-entry [788,21,893,760]
article-text: عدالت جناب سول جج صاحب اسلام آباد بمقدمہ بعنوان مسمی مذکور بنام عوام الناس درخواست برائے اجراء سرٹیفکیٹ وراثت زیر دفعہ 278 کے تحت زیر سماعت ہے لہذا بذریعہ اشتہار ہذا مطلع کیا جاتا ہے کہ اگر کسی کو کوئی اعتراض ہو تو مورخہ 09-12-2025 بوقت 8:30 بجے صبح اصالتاً یا وکالتاً حاضر عدالت ہو کر پیش کرے بصورت دیگر کارروائی یکطرفہ عمل میں لائی جائے گی۔ ولد حاصل کرنے کیلئے متوفی کے قانونی ورثاء کی فہرست منسلک ہے اور تمام متعلقہ افراد کو اطلاع دی جاتی ہے کہ وہ مقررہ تاریخ پر عدالت میں حاضر ہوں۔ [677,163,783,308]
article-text: عدالت جناب سول جج صاحب اسلام آباد بمقدمہ بعنوان مسمی مذکور بنام عوام الناس درخواست برائے اجراء سرٹیفکیٹ وراثت زیر دفعہ 278 کے تحت زیر سماعت ہے لہذا بذریعہ اشتہار ہذا مطلع کیا جاتا ہے کہ اگر کسی کو کوئی اعتراض ہو تو مورخہ 09-12-2025 بوقت 8:30 بجے صبح اصالتاً یا وکالتاً حاضر عدالت ہو کر پیش کرے بصورت دیگر کارروائی یکطرفہ عمل میں لائی جائے گی۔ ولد حاصل کرنے کیلئے متوفی کے قانونی ورثاء کی فہرست منسلک ہے اور تمام متعلقہ افراد کو اطلاع دی جاتی ہے کہ وہ مقررہ تاریخ پر عدالت میں حاضر ہوں۔ [562,888,671,1032]
column-rule [559,19,560,1649]
article-text: عدالت جناب سول جج صاحب اسلام آباد بمقدمہ بعنوان مسمی مذکور بنام عوام الناس درخواست برائے اجراء سرٹیفکیٹ وراثت زیر دفعہ 278 کے تحت زیر سماعت ہے لہذا بذریعہ اشتہار ہذا مطلع کیا جاتا ہے کہ اگر کسی کو کوئی اعتراض ہو تو مورخہ 09-12-2025 بوقت 8:30 بجے صبح اصالتاً یا وکالتاً حاضر عدالت ہو کر پیش کرے بصورت دیگر کارروائی یکطرفہ عمل میں لائی جائے گی۔ ولد حاصل کرنے کیلئے متوفی کے قانونی ورثاء کی فہرست منسلک ہے اور تمام متعلقہ افراد کو اطلاع دی جاتی ہے کہ وہ مقررہ تاریخ پر عدالت میں حاضر ہوں۔ [562,2046,671,2191]
stf-mark: STF [2,902,116,908]
article-text: عدالت جناب سول جج صاحب اسلام آباد بمقدمہ بعنوان مسمی مذکور بنام عوام الناس درخواست برائے اجراء سرٹیفکیٹ وراثت زیر دفعہ 278 کے تحت زیر سماعت ہے لہذا بذریعہ اشتہار ہذا مطلع کیا جاتا ہے کہ اگر کسی کو کوئی اعتراض ہو تو مورخہ 09-12-2025 بوقت 8:30 بجے صبح اصالتاً یا وکالتاً حاضر عدالت ہو کر پیش کرے بصورت دیگر کارروائی یکطرفہ عمل میں لائی جائے گی۔ ولد حاصل کرنے کیلئے متوفی کے قانونی ورثاء کی فہرست منسلک ہے اور تمام متعلقہ افراد کو اطلاع دی جاتی ہے کہ وہ مقررہ تاریخ پر عدالت میں حاضر ہوں۔ [448,328,557,473]
chapter-number: چیپٹر 31 [285,1262,329,1274]
article-text: عدالت جناب سول جج صاحب اسلام آباد بمقدمہ بعنوان مسمی مذکور بنام عوام الناس درخواست برائے اجراء سرٹیفکیٹ وراثت زیر دفعہ 278 کے تحت زیر سماعت ہے لہذا بذریعہ اشتہار ہذا مطلع کیا جاتا ہے کہ اگر کسی کو کوئی اعتراض ہو تو مورخہ 09-12-2025 بوقت 8:30 بجے صبح اصالتاً یا وکالتاً حاضر عدالت ہو کر پیش کرے بصورت دیگر کارروائی یکطرفہ عمل میں لائی جائے گی۔ ولد حاصل کرنے کیلئے متوفی کے قانونی ورثاء کی فہرست منسلک ہے اور تمام متعلقہ افراد کو اطلاع دی جاتی ہے کہ وہ مقررہ تاریخ پر عدالت میں حاضر ہوں۔ [562,1901,671,2045]
article-entry [337,1384,443,1690]
chapter-number: چیپٹر 2 [854,765,892,777]
article-text: عدالت جناب سول جج صاحب اسلام آباد بمقدمہ بعنوان مسمی مذکور بنام عوام الناس درخواست برائے اجراء سرٹیفکیٹ وراثت زیر دفعہ 278 کے تحت زیر سماعت ہے لہذا بذریعہ اشتہار ہذا مطلع کیا جاتا ہے کہ اگر کسی کو کوئی اعتراض ہو تو مورخہ 09-12-2025 بوقت 8:30 بجے صبح اصالتاً یا وکالتاً حاضر عدالت ہو کر پیش کرے بصورت دیگر کارروائی یکطرفہ عمل میں لائی جائے گی۔ ولد حاصل کرنے کیلئے متوفی کے قانونی ورثاء کی فہرست منسلک ہے اور تمام متعلقہ افراد کو اطلاع دی جاتی ہے کہ وہ مقررہ تاریخ پر عدالت میں حاضر ہوں۔ [562,2191,671,2335]
article-text: عدالت جناب سول جج صاحب اسلام آباد بمقدمہ بعنوان مسمی مذکور بنام عوام الناس درخواست برائے اجراء سرٹیفکیٹ وراثت زیر دفعہ 278 کے تحت زیر سماعت ہے لہذا بذریعہ اشتہار ہذا مطلع کیا جاتا ہے کہ اگر کسی کو کوئی اعتراض ہو تو مورخہ 09-12-2025 بوقت 8:30 بجے صبح اصالتاً یا وکالتاً حاضر عدالت ہو کر پیش کرے بصورت دیگر کارروائی یکطرفہ عمل میں لائی جائے گی۔ ولد حاصل کرنے کیلئے متوفی کے قانونی ورثاء کی فہرست منسلک ہے اور تمام متعلقہ افراد کو اطلاع دی جاتی ہے کہ وہ مقررہ تاریخ پر عدالت میں حاضر ہوں۔ [337,1400,443,1544]
article-text: عدالت جناب سول جج صاحب اسلام آباد بمقدمہ بعنوان مسمی مذکور بنام عوام الناس درخواست برائے اجراء سرٹیفکیٹ وراثت زیر دفعہ 278 کے تحت زیر سماعت ہے لہذا بذریعہ اشتہار ہذا مطلع کیا جاتا ہے کہ اگر کسی کو کوئی اعتراض ہو تو مورخہ 09-12-2025 بوقت 8:30 بجے صبح اصالتاً یا وکالتاً حاضر عدالت ہو کر پیش کرے بصورت دیگر کارروائی یکطرفہ عمل میں لائی جائے گی۔ ولد حاصل کرنے کیلئے متوفی کے قانونی ورثاء کی فہرست منسلک ہے اور تمام متعلقہ افراد کو اطلاع دی جاتی ہے کہ وہ مقررہ تاریخ پر عدالت میں حاضر ہوں۔ [788,1524,893,1669]
chapter-title: سیاسی نظام [696,1076,745,1088]
article-text: عدالت جناب سول جج صاحب اسلام آباد بمقدمہ بعنوان مسمی مذکور بنام عوام الناس درخواست برائے اجراء سرٹیفکیٹ وراثت زیر دفعہ 278 کے تحت زیر سماعت ہے لہذا بذریعہ اشتہار ہذا مطلع کیا جاتا ہے کہ اگر کسی کو کوئی اعتراض ہو تو مورخہ 09-12-2025 بوقت 8:30 بجے صبح اصالتاً یا وکالتاً حاضر عدالت ہو کر پیش کرے بصورت دیگر کارروائی یکطرفہ عمل میں لائی جائے گی۔ ولد حاصل کرنے کیلئے متوفی کے قانونی ورثاء کی فہرست منسلک ہے اور تمام متعلقہ افراد کو اطلاع دی جاتی ہے کہ وہ مقررہ تاریخ پر عدالت میں حاضر ہوں۔ [562,1032,671,1177]
chapter-number: چیپٹر 18 [512,1424,556,1436]
chapter-badge [448,1897,557,1911]
chapter-badge [337,1858,443,1872]
article-entry [448,2061,557,2222]
column-1 [788,19,893,1649]
article-text: عدالت جناب سول جج صاحب اسلام آباد بمقدمہ بعنوان مسمی مذکور بنام عوام الناس درخواست برائے اجراء سرٹیفکیٹ وراثت زیر دفعہ 278 کے تحت زیر سماعت ہے لہذا بذریعہ اشتہار ہذا مطلع کیا جاتا ہے کہ اگر کسی کو کوئی اعتراض ہو تو مورخہ 09-12-2025 بوقت 8:30 بجے صبح اصالتاً یا وکالتاً حاضر عدالت ہو کر پیش کرے بصورت دیگر کارروائی یکطرفہ عمل میں لائی جائے گی۔ ولد حاصل کرنے کیلئے متوفی کے قانونی ورثاء کی فہرست منسلک ہے اور تمام متعلقہ افراد کو اطلاع دی جاتی ہے کہ وہ مقررہ تاریخ پر عدالت میں حاضر ہوں۔ [788,2287,893,2431]
stf-mark: STF [120,419,226,425]
notice-text: عدالت جناب سول جج صاحب اسلام آباد بمقدمہ بعنوان مسمی مذکور بنام عوام الناس درخواست برائے اجراء سرٹیفکیٹ وراثت زیر دفعہ 278 کے تحت زیر سماعت ہے لہذا بذریعہ اشتہار ہذا مطلع کیا جاتا ہے کہ اگر کسی کو کوئی اعتراض ہو تو مورخہ 09-12-2025 بوقت 8:30 بجے صبح اصالتاً یا وکالتاً حاضر عدالت ہو کر پیش کرے بصورت دیگر کارروائی یکطرفہ عمل میں لائی جائے گی۔ ولد حاصل کرنے کیلئے متوفی کے قانونی ورثاء کی فہرست منسلک ہے اور تمام متعلقہ افراد کو اطلاع دی جاتی ہے کہ وہ مقررہ تاریخ پر عدالت میں حاضر ہوں۔ [120,890,226,1034]
chapter-number: چیپٹر 15 [512,786,556,798]
stf-mark: STF [120,1035,226,1042]
chapter-badge [448,1259,557,1273]
article-text: عدالت جناب سول جج صاحب اسلام آباد بمقدمہ بعنوان مسمی مذکور بنام عوام الناس درخواست برائے اجراء سرٹیفکیٹ وراثت زیر دفعہ 278 کے تحت زیر سماعت ہے لہذا بذریعہ اشتہار ہذا مطلع کیا جاتا ہے کہ اگر کسی کو کوئی اعتراض ہو تو مورخہ 09-12-2025 بوقت 8:30 بجے صبح اصالتاً یا وکالتاً حاضر عدالت ہو کر پیش کرے بصورت دیگر کارروائی یکطرفہ عمل میں لائی جائے گی۔ ولد حاصل کرنے کیلئے متوفی کے قانونی ورثاء کی فہرست منسلک ہے اور تمام متعلقہ افراد کو اطلاع دی جاتی ہے کہ وہ مقررہ تاریخ پر عدالت میں حاضر ہوں۔ [562,163,671,308]
article-text: عدالت جناب سول جج صاحب اسلام آباد بمقدمہ بعنوان مسمی مذکور بنام عوام الناس درخواست برائے اجراء سرٹیفکیٹ وراثت زیر دفعہ 278 کے تحت زیر سماعت ہے لہذا بذریعہ اشتہار ہذا مطلع کیا جاتا ہے کہ اگر کسی کو کوئی اعتراض ہو تو مورخہ 09-12-2025 بوقت 8:30 بجے صبح اصالتاً یا وکالتاً حاضر عدالت ہو کر پیش کرے بصورت دیگر کارروائی یکطرفہ عمل میں لائی جائے گی۔ ولد حاصل کرنے کیلئے متوفی کے قانونی ورثاء کی فہرست منسلک ہے اور تمام متعلقہ افراد کو اطلاع دی جاتی ہے کہ وہ مقررہ تاریخ پر عدالت میں حاضر ہوں۔ [337,328,443,473]
chapter-title: صحت [712,1570,738,1582]
court-notice-header: کورٹ نوٹس [230,99,330,118]
chapter-title: بین الاقوامی [466,622,512,634]
notice-text: عدالت جناب سول جج صاحب اسلام آباد بمقدمہ بعنوان مسمی مذکور بنام عوام الناس درخواست برائے اجراء سرٹیفکیٹ وراثت زیر دفعہ 278 کے تحت زیر سماعت ہے لہذا بذریعہ اشتہار ہذا مطلع کیا جاتا ہے کہ اگر کسی کو کوئی اعتراض ہو تو مورخہ 09-12-2025 بوقت 8:30 بجے صبح اصالتاً یا وکالتاً حاضر عدالت ہو کر پیش کرے بصورت دیگر کارروائی یکطرفہ عمل میں لائی جائے گی۔ ولد حاصل کرنے کیلئے متوفی کے قانونی ورثاء کی فہرست منسلک ہے اور تمام متعلقہ افراد کو اطلاع دی جاتی ہے کہ وہ مقررہ تاریخ پر عدالت میں حاضر ہوں۔ [230,772,330,926]
article-text: عدالت جناب سول جج صاحب اسلام آباد بمقدمہ بعنوان مسمی مذکور بنام عوام الناس درخواست برائے اجراء سرٹیفکیٹ وراثت زیر دفعہ 278 کے تحت زیر سماعت ہے لہذا بذریعہ اشتہار ہذا مطلع کیا جاتا ہے کہ اگر کسی کو کوئی اعتراض ہو تو مورخہ 09-12-2025 بوقت 8:30 بجے صبح اصالتاً یا وکالتاً حاضر عدالت ہو کر پیش کرے بصورت دیگر کارروائی یکطرفہ عمل میں لائی جائے گی۔ ولد حاصل کرنے کیلئے متوفی کے قانونی ورثاء کی فہرست منسلک ہے اور تمام متعلقہ افراد کو اطلاع دی جاتی ہے کہ وہ مقررہ تاریخ پر عدالت میں حاضر ہوں۔ [562,1612,671,1756]
chapter-title: عدلیہ [488,786,513,798]
chapter-number: چیپٹر 13 [512,313,556,325]
article-text: عدالت جناب سول جج صاحب اسلام آباد بمقدمہ بعنوان مسمی مذکور بنام عوام الناس درخواست برائے اجراء سرٹیفکیٹ وراثت زیر دفعہ 278 کے تحت زیر سماعت ہے لہذا بذریعہ اشتہار ہذا مطلع کیا جاتا ہے کہ اگر کسی کو کوئی اعتراض ہو تو مورخہ 09-12-2025 بوقت 8:30 بجے صبح اصالتاً یا وکالتاً حاضر عدالت ہو کر پیش کرے بصورت دیگر کارروائی یکطرفہ عمل میں لائی جائے گی۔ ولد حاصل کرنے کیلئے متوفی کے قانونی ورثاء کی فہرست منسلک ہے اور تمام متعلقہ افراد کو اطلاع دی جاتی ہے کہ وہ مقررہ تاریخ پر عدالت میں حاضر ہوں۔ [677,1893,783,2038]
article-text: عدالت جناب سول جج صاحب اسلام آباد بمقدمہ بعنوان مسمی مذکور بنام عوام الناس درخواست برائے اجراء سرٹیفکیٹ وراثت زیر دفعہ 278 کے تحت زیر سماعت ہے لہذا بذریعہ اشتہار ہذا مطلع کیا جاتا ہے کہ اگر کسی کو کوئی اعتراض ہو تو مورخہ 09-12-2025 بوقت 8:30 بجے صبح اصالتاً یا وکالتاً حاضر عدالت ہو کر پیش کرے بصورت دیگر کارروائی یکطرفہ عمل میں لائی جائے گی۔ ولد حاصل کرنے کیلئے متوفی کے قانونی ورثاء کی فہرست منسلک ہے اور تمام متعلقہ افراد کو اطلاع دی جاتی ہے کہ وہ مقررہ تاریخ پر عدالت میں حاضر ہوں۔ [337,1072,443,1216]
chapter-badge [337,167,443,181]
chapter-badge [677,766,783,780]
chapter-title: پولیس [371,767,398,779]
classified-ad-box [120,19,334,97]
chapter-badge [337,1694,443,1708]
court-notice-header: کورٹ نوٹس [2,21,116,39]
chapter-badge [677,602,783,616]
gavel-icon [70,23,86,35]
chapter-title: ٹرانسپورٹ [357,1385,398,1397]
article-text: عدالت جناب سول جج صاحب اسلام آباد بمقدمہ بعنوان مسمی مذکور بنام عوام الناس درخواست برائے اجراء سرٹیفکیٹ وراثت زیر دفعہ 278 کے تحت زیر سماعت ہے لہذا بذریعہ اشتہار ہذا مطلع کیا جاتا ہے کہ اگر کسی کو کوئی اعتراض ہو تو مورخہ 09-12-2025 بوقت 8:30 بجے صبح اصالتاً یا وکالتاً حاضر عدالت ہو کر پیش کرے بصورت دیگر کارروائی یکطرفہ عمل میں لائی جائے گی۔ ولد حاصل کرنے کیلئے متوفی کے قانونی ورثاء کی فہرست منسلک ہے اور تمام متعلقہ افراد کو اطلاع دی جاتی ہے کہ وہ مقررہ تاریخ پر عدالت میں حاضر ہوں۔ [562,1322,671,1466]
article-text: عدالت جناب سول جج صاحب اسلام آباد بمقدمہ بعنوان مسمی مذکور بنام عوام الناس درخواست برائے اجراء سرٹیفکیٹ وراثت زیر دفعہ 278 کے تحت زیر سماعت ہے لہذا بذریعہ اشتہار ہذا مطلع کیا جاتا ہے کہ اگر کسی کو کوئی اعتراض ہو تو مورخہ 09-12-2025 بوقت 8:30 بجے صبح اصالتاً یا وکالتاً حاضر عدالت ہو کر پیش کرے بصورت دیگر کارروائی یکطرفہ عمل میں لائی جائے گی۔ ولد حاصل کرنے کیلئے متوفی کے قانونی ورثاء کی فہرست منسلک ہے اور تمام متعلقہ افراد کو اطلاع دی جاتی ہے کہ وہ مقررہ تاریخ پر عدالت میں حاضر ہوں۔ [788,471,893,616]
chapter-title: اطلاعات [37,1058,71,1070]
article-text: عدالت جناب سول جج صاحب اسلام آباد بمقدمہ بعنوان مسمی مذکور بنام عوام الناس درخواست برائے اجراء سرٹیفکیٹ وراثت زیر دفعہ 278 کے تحت زیر سماعت ہے لہذا بذریعہ اشتہار ہذا مطلع کیا جاتا ہے کہ اگر کسی کو کوئی اعتراض ہو تو مورخہ 09-12-2025 بوقت 8:30 بجے صبح اصالتاً یا وکالتاً حاضر عدالت ہو کر پیش کرے بصورت دیگر کارروائی یکطرفہ عمل میں لائی جائے گی۔ ولد حاصل کرنے کیلئے متوفی کے قانونی ورثاء کی فہرست منسلک ہے اور تمام متعلقہ افراد کو اطلاع دی جاتی ہے کہ وہ مقررہ تاریخ پر عدالت میں حاضر ہوں۔ [562,1177,671,1322]
article-text: عدالت جناب سول جج صاحب اسلام آباد بمقدمہ بعنوان مسمی مذکور بنام عوام الناس درخواست برائے اجراء سرٹیفکیٹ وراثت زیر دفعہ 278 کے تحت زیر سماعت ہے لہذا بذریعہ اشتہار ہذا مطلع کیا جاتا ہے کہ اگر کسی کو کوئی اعتراض ہو تو مورخہ 09-12-2025 بوقت 8:30 بجے صبح اصالتاً یا وکالتاً حاضر عدالت ہو کر پیش کرے بصورت دیگر کارروائی یکطرفہ عمل میں لائی جائے گی۔ ولد حاصل کرنے کیلئے متوفی کے قانونی ورثاء کی فہرست منسلک ہے اور تمام متعلقہ افراد کو اطلاع دی جاتی ہے کہ وہ مقررہ تاریخ پر عدالت میں حاضر ہوں۔ [448,2077,557,2222]
chapter-number: چیپٹر 28 [398,1859,442,1871]
chapter-number: چیپٹر 26 [398,1385,442,1397]
article-entry [677,766,783,1072]
article-entry [448,1897,557,2057]
article-text: عدالت جناب سول جج صاحب اسلام آباد بمقدمہ بعنوان مسمی مذکور بنام عوام الناس درخواست برائے اجراء سرٹیفکیٹ وراثت زیر دفعہ 278 کے تحت زیر سماعت ہے لہذا بذریعہ اشتہار ہذا مطلع کیا جاتا ہے کہ اگر کسی کو کوئی اعتراض ہو تو مورخہ 09-12-2025 بوقت 8:30 بجے صبح اصالتاً یا وکالتاً حاضر عدالت ہو کر پیش کرے بصورت دیگر کارروائی یکطرفہ عمل میں لائی جائے گی۔ ولد حاصل کرنے کیلئے متوفی کے قانونی ورثاء کی فہرست منسلک ہے اور تمام متعلقہ افراد کو اطلاع دی جاتی ہے کہ وہ مقررہ تاریخ پر عدالت میں حاضر ہوں۔ [337,782,443,926]
chapter-number: چیپٹر 12 [738,1878,782,1890]
stf-mark: STF [2,322,116,328]
chapter-number: چیپٹر 3 [854,1364,892,1376]
article-text: عدالت جناب سول جج صاحب اسلام آباد بمقدمہ بعنوان مسمی مذکور بنام عوام الناس درخواست برائے اجراء سرٹیفکیٹ وراثت زیر دفعہ 278 کے تحت زیر سماعت ہے لہذا بذریعہ اشتہار ہذا مطلع کیا جاتا ہے کہ اگر کسی کو کوئی اعتراض ہو تو مورخہ 09-12-2025 بوقت 8:30 بجے صبح اصالتاً یا وکالتاً حاضر عدالت ہو کر پیش کرے بصورت دیگر کارروائی یکطرفہ عمل میں لائی جائے گی۔ ولد حاصل کرنے کیلئے متوفی کے قانونی ورثاء کی فہرست منسلک ہے اور تمام متعلقہ افراد کو اطلاع دی جاتی ہے کہ وہ مقررہ تاریخ پر عدالت میں حاضر ہوں۔ [448,2242,557,2387]
article-text: عدالت جناب سول جج صاحب اسلام آباد بمقدمہ بعنوان مسمی مذکور بنام عوام الناس درخواست برائے اجراء سرٹیفکیٹ وراثت زیر دفعہ 278 کے تحت زیر سماعت ہے لہذا بذریعہ اشتہار ہذا مطلع کیا جاتا ہے کہ اگر کسی کو کوئی اعتراض ہو تو مورخہ 09-12-2025 بوقت 8:30 بجے صبح اصالتاً یا وکالتاً حاضر عدالت ہو کر پیش کرے بصورت دیگر کارروائی یکطرفہ عمل میں لائی جائے گی۔ ولد حاصل کرنے کیلئے متوفی کے قانونی ورثاء کی فہرست منسلک ہے اور تمام متعلقہ افراد کو اطلاع دی جاتی ہے کہ وہ مقررہ تاریخ پر عدالت میں حاضر ہوں۔ [337,19,443,163]
article-entry [677,19,783,598]
stf-mark: STF [120,573,226,579]
chapter-badge [677,1075,783,1089]
gavel-icon [184,102,200,114]
notice-text: عدالت جناب سول جج صاحب اسلام آباد بمقدمہ بعنوان مسمی مذکور بنام عوام الناس درخواست برائے اجراء سرٹیفکیٹ وراثت زیر دفعہ 278 کے تحت زیر سماعت ہے لہذا بذریعہ اشتہار ہذا مطلع کیا جاتا ہے کہ اگر کسی کو کوئی اعتراض ہو تو مورخہ 09-12-2025 بوقت 8:30 بجے صبح اصالتاً یا وکالتاً حاضر عدالت ہو کر پیش کرے بصورت دیگر کارروائی یکطرفہ عمل میں لائی جائے گی۔ ولد حاصل کرنے کیلئے متوفی کے قانونی ورثاء کی فہرست منسلک ہے اور تمام متعلقہ افراد کو اطلاع دی جاتی ہے کہ وہ مقررہ تاریخ پر عدالت میں حاضر ہوں۔ [2,1073,116,1209]
chapter-number: چیپٹر 27 [398,1695,442,1707]
chapter-badge [448,621,557,635]
stf-mark: STF [120,1189,226,1196]
article-entry [448,2226,557,2387]
article-text: عدالت جناب سول جج صاحب اسلام آباد بمقدمہ بعنوان مسمی مذکور بنام عوام الناس درخواست برائے اجراء سرٹیفکیٹ وراثت زیر دفعہ 278 کے تحت زیر سماعت ہے لہذا بذریعہ اشتہار ہذا مطلع کیا جاتا ہے کہ اگر کسی کو کوئی اعتراض ہو تو مورخہ 09-12-2025 بوقت 8:30 بجے صبح اصالتاً یا وکالتاً حاضر عدالت ہو کر پیش کرے بصورت دیگر کارروائی یکطرفہ عمل میں لائی جائے گی۔ ولد حاصل کرنے کیلئے متوفی کے قانونی ورثاء کی فہرست منسلک ہے اور تمام متعلقہ افراد کو اطلاع دی جاتی ہے کہ وہ مقررہ تاریخ پر عدالت میں حاضر ہوں۔ [562,598,671,742]
article-text: عدالت جناب سول جج صاحب اسلام آباد بمقدمہ بعنوان مسمی مذکور بنام عوام الناس درخواست برائے اجراء سرٹیفکیٹ وراثت زیر دفعہ 278 کے تحت زیر سماعت ہے لہذا بذریعہ اشتہار ہذا مطلع کیا جاتا ہے کہ اگر کسی کو کوئی اعتراض ہو تو مورخہ 09-12-2025 بوقت 8:30 بجے صبح اصالتاً یا وکالتاً حاضر عدالت ہو کر پیش کرے بصورت دیگر کارروائی یکطرفہ عمل میں لائی جائے گی۔ ولد حاصل کرنے کیلئے متوفی کے قانونی ورثاء کی فہرست منسلک ہے اور تمام متعلقہ افراد کو اطلاع دی جاتی ہے کہ وہ مقررہ تاریخ پر عدالت میں حاضر ہوں۔ [677,782,783,926]
article-text: عدالت جناب سول جج صاحب اسلام آباد بمقدمہ بعنوان مسمی مذکور بنام عوام الناس درخواست برائے اجراء سرٹیفکیٹ وراثت زیر دفعہ 278 کے تحت زیر سماعت ہے لہذا بذریعہ اشتہار ہذا مطلع کیا جاتا ہے کہ اگر کسی کو کوئی اعتراض ہو تو مورخہ 09-12-2025 بوقت 8:30 بجے صبح اصالتاً یا وکالتاً حاضر عدالت ہو کر پیش کرے بصورت دیگر کارروائی یکطرفہ عمل میں لائی جائے گی۔ ولد حاصل کرنے کیلئے متوفی کے قانونی ورثاء کی فہرست منسلک ہے اور تمام متعلقہ افراد کو اطلاع دی جاتی ہے کہ وہ مقررہ تاریخ پر عدالت میں حاضر ہوں۔ [788,36,893,181]
article-text: عدالت جناب سول جج صاحب اسلام آباد بمقدمہ بعنوان مسمی مذکور بنام عوام الناس درخواست برائے اجراء سرٹیفکیٹ وراثت زیر دفعہ 278 کے تحت زیر سماعت ہے لہذا بذریعہ اشتہار ہذا مطلع کیا جاتا ہے کہ اگر کسی کو کوئی اعتراض ہو تو مورخہ 09-12-2025 بوقت 8:30 بجے صبح اصالتاً یا وکالتاً حاضر عدالت ہو کر پیش کرے بصورت دیگر کارروائی یکطرفہ عمل میں لائی جائے گی۔ ولد حاصل کرنے کیلئے متوفی کے قانونی ورثاء کی فہرست منسلک ہے اور تمام متعلقہ افراد کو اطلاع دی جاتی ہے کہ وہ مقررہ تاریخ پر عدالت میں حاضر ہوں۔ [788,780,893,924]
article-entry [677,602,783,762]
column-rule [446,19,447,1649]
article-text: عدالت جناب سول جج صاحب اسلام آباد بمقدمہ بعنوان مسمی مذکور بنام عوام الناس درخواست برائے اجراء سرٹیفکیٹ وراثت زیر دفعہ 278 کے تحت زیر سماعت ہے لہذا بذریعہ اشتہار ہذا مطلع کیا جاتا ہے کہ اگر کسی کو کوئی اعتراض ہو تو مورخہ 09-12-2025 بوقت 8:30 بجے صبح اصالتاً یا وکالتاً حاضر عدالت ہو کر پیش کرے بصورت دیگر کارروائی یکطرفہ عمل میں لائی جائے گی۔ ولد حاصل کرنے کیلئے متوفی کے قانونی ورثاء کی فہرست منسلک ہے اور تمام متعلقہ افراد کو اطلاع دی جاتی ہے کہ وہ مقررہ تاریخ پر عدالت میں حاضر ہوں۔ [448,966,557,1111]
chapter-title: مذہبی امور [468,313,512,325]
notice-text: عدالت جناب سول جج صاحب اسلام آباد بمقدمہ بعنوان مسمی مذکور بنام عوام الناس درخواست برائے اجراء سرٹیفکیٹ وراثت زیر دفعہ 278 کے تحت زیر سماعت ہے لہذا بذریعہ اشتہار ہذا مطلع کیا جاتا ہے کہ اگر کسی کو کوئی اعتراض ہو تو مورخہ 09-12-2025 بوقت 8:30 بجے صبح اصالتاً یا وکالتاً حاضر عدالت ہو کر پیش کرے بصورت دیگر کارروائی یکطرفہ عمل میں لائی جائے گی۔ ولد حاصل کرنے کیلئے متوفی کے قانونی ورثاء کی فہرست منسلک ہے اور تمام متعلقہ افراد کو اطلاع دی جاتی ہے کہ وہ مقررہ تاریخ پر عدالت میں حاضر ہوں۔ [120,119,226,264]
chapter-badge [337,766,443,780]
gavel-icon [291,102,307,114]
court-notice-header: کورٹ نوٹس [120,99,226,118]
chapter-number: چیپٹر 9 [744,1240,782,1253]
article-text: عدالت جناب سول جج صاحب اسلام آباد بمقدمہ بعنوان مسمی مذکور بنام عوام الناس درخواست برائے اجراء سرٹیفکیٹ وراثت زیر دفعہ 278 کے تحت زیر سماعت ہے لہذا بذریعہ اشتہار ہذا مطلع کیا جاتا ہے کہ اگر کسی کو کوئی اعتراض ہو تو مورخہ 09-12-2025 بوقت 8:30 بجے صبح اصالتاً یا وکالتاً حاضر عدالت ہو کر پیش کرے بصورت دیگر کارروائی یکطرفہ عمل میں لائی جائے گی۔ ولد حاصل کرنے کیلئے متوفی کے قانونی ورثاء کی فہرست منسلک ہے اور تمام متعلقہ افراد کو اطلاع دی جاتی ہے کہ وہ مقررہ تاریخ پر عدالت میں حاضر ہوں۔ [788,326,893,471]
article-text: عدالت جناب سول جج صاحب اسلام آباد بمقدمہ بعنوان مسمی مذکور بنام عوام الناس درخواست برائے اجراء سرٹیفکیٹ وراثت زیر دفعہ 278 کے تحت زیر سماعت ہے لہذا بذریعہ اشتہار ہذا مطلع کیا جاتا ہے کہ اگر کسی کو کوئی اعتراض ہو تو مورخہ 09-12-2025 بوقت 8:30 بجے صبح اصالتاً یا وکالتاً حاضر عدالت ہو کر پیش کرے بصورت دیگر کارروائی یکطرفہ عمل میں لائی جائے گی۔ ولد حاصل کرنے کیلئے متوفی کے قانونی ورثاء کی فہرست منسلک ہے اور تمام متعلقہ افراد کو اطلاع دی جاتی ہے کہ وہ مقررہ تاریخ پر عدالت میں حاضر ہوں۔ [788,2431,893,2576]
column-6 [230,97,330,1649]
masthead-urdu-title: ⑤ روزنامہ امت حیدرآباد، بدھ ۲۶ نومبر ۲۰۲۵ء [696,1,891,13]
chapter-title: کھیل [489,1898,512,1910]
notice-text: عدالت جناب سول جج صاحب اسلام آباد بمقدمہ بعنوان مسمی مذکور بنام عوام الناس درخواست برائے اجراء سرٹیفکیٹ وراثت زیر دفعہ 278 کے تحت زیر سماعت ہے لہذا بذریعہ اشتہار ہذا مطلع کیا جاتا ہے کہ اگر کسی کو کوئی اعتراض ہو تو مورخہ 09-12-2025 بوقت 8:30 بجے صبح اصالتاً یا وکالتاً حاضر عدالت ہو کر پیش کرے بصورت دیگر کارروائی یکطرفہ عمل میں لائی جائے گی۔ ولد حاصل کرنے کیلئے متوفی کے قانونی ورثاء کی فہرست منسلک ہے اور تمام متعلقہ افراد کو اطلاع دی جاتی ہے کہ وہ مقررہ تاریخ پر عدالت میں حاضر ہوں۔ [120,1198,226,1343]
column-rule [117,19,118,1649]
chapter-badge [337,1384,443,1398]
notice-text: عدالت جناب سول جج صاحب اسلام آباد بمقدمہ بعنوان مسمی مذکور بنام عوام الناس درخواست برائے اجراء سرٹیفکیٹ وراثت زیر دفعہ 278 کے تحت زیر سماعت ہے لہذا بذریعہ اشتہار ہذا مطلع کیا جاتا ہے کہ اگر کسی کو کوئی اعتراض ہو تو مورخہ 09-12-2025 بوقت 8:30 بجے صبح اصالتاً یا وکالتاً حاضر عدالت ہو کر پیش کرے بصورت دیگر کارروائی یکطرفہ عمل میں لائی جائے گی۔ ولد حاصل کرنے کیلئے متوفی کے قانونی ورثاء کی فہرست منسلک ہے اور تمام متعلقہ افراد کو اطلاع دی جاتی ہے کہ وہ مقررہ تاریخ پر عدالت میں حاضر ہوں۔ [2,911,116,1047]
article-entry [448,950,557,1256]
article-text: عدالت جناب سول جج صاحب اسلام آباد بمقدمہ بعنوان مسمی مذکور بنام عوام الناس درخواست برائے اجراء سرٹیفکیٹ وراثت زیر دفعہ 278 کے تحت زیر سماعت ہے لہذا بذریعہ اشتہار ہذا مطلع کیا جاتا ہے کہ اگر کسی کو کوئی اعتراض ہو تو مورخہ 09-12-2025 بوقت 8:30 بجے صبح اصالتاً یا وکالتاً حاضر عدالت ہو کر پیش کرے بصورت دیگر کارروائی یکطرفہ عمل میں لائی جائے گی۔ ولد حاصل کرنے کیلئے متوفی کے قانونی ورثاء کی فہرست منسلک ہے اور تمام متعلقہ افراد کو اطلاع دی جاتی ہے کہ وہ مقررہ تاریخ پر عدالت میں حاضر ہوں۔ [788,1214,893,1359]
chapter-badge [448,1733,557,1747]
stf-mark: STF [2,757,116,764]
notice-text: عدالت جناب سول جج صاحب اسلام آباد بمقدمہ بعنوان مسمی مذکور بنام عوام الناس درخواست برائے اجراء سرٹیفکیٹ وراثت زیر دفعہ 278 کے تحت زیر سماعت ہے لہذا بذریعہ اشتہار ہذا مطلع کیا جاتا ہے کہ اگر کسی کو کوئی اعتراض ہو تو مورخہ 09-12-2025 بوقت 8:30 بجے صبح اصالتاً یا وکالتاً حاضر عدالت ہو کر پیش کرے بصورت دیگر کارروائی یکطرفہ عمل میں لائی جائے گی۔ ولد حاصل کرنے کیلئے متوفی کے قانونی ورثاء کی فہرست منسلک ہے اور تمام متعلقہ افراد کو اطلاع دی جاتی ہے کہ وہ مقررہ تاریخ پر عدالت میں حاضر ہوں۔ [120,1045,226,1189]
chapter-number: چیپٹر 29 [398,2023,442,2035]
chapter-number: چیپٹر 16 [512,951,556,963]
chapter-title: صوبائی امور [466,1260,513,1272]
column-5 [337,19,443,1649]
chapter-badge [677,1569,783,1583]
chapter-title: پارلیمان [480,951,512,963]
chapter-number: چیپٹر 6 [744,602,782,615]
article-text: عدالت جناب سول جج صاحب اسلام آباد بمقدمہ بعنوان مسمی مذکور بنام عوام الناس درخواست برائے اجراء سرٹیفکیٹ وراثت زیر دفعہ 278 کے تحت زیر سماعت ہے لہذا بذریعہ اشتہار ہذا مطلع کیا جاتا ہے کہ اگر کسی کو کوئی اعتراض ہو تو مورخہ 09-12-2025 بوقت 8:30 بجے صبح اصالتاً یا وکالتاً حاضر عدالت ہو کر پیش کرے بصورت دیگر کارروائی یکطرفہ عمل میں لائی جائے گی۔ ولد حاصل کرنے کیلئے متوفی کے قانونی ورثاء کی فہرست منسلک ہے اور تمام متعلقہ افراد کو اطلاع دی جاتی ہے کہ وہ مقررہ تاریخ پر عدالت میں حاضر ہوں۔ [337,183,443,327]
article-entry [448,19,557,309]
article-entry [448,1423,557,1729]
masthead-english-title: THE DAILY UMMAT HYDERABAD,WEDNESDAY NOVEMBER 26,2025 [2,1,369,14]
article-text: عدالت جناب سول جج صاحب اسلام آباد بمقدمہ بعنوان مسمی مذکور بنام عوام الناس درخواست برائے اجراء سرٹیفکیٹ وراثت زیر دفعہ 278 کے تحت زیر سماعت ہے لہذا بذریعہ اشتہار ہذا مطلع کیا جاتا ہے کہ اگر کسی کو کوئی اعتراض ہو تو مورخہ 09-12-2025 بوقت 8:30 بجے صبح اصالتاً یا وکالتاً حاضر عدالت ہو کر پیش کرے بصورت دیگر کارروائی یکطرفہ عمل میں لائی جائے گی۔ ولد حاصل کرنے کیلئے متوفی کے قانونی ورثاء کی فہرست منسلک ہے اور تمام متعلقہ افراد کو اطلاع دی جاتی ہے کہ وہ مقررہ تاریخ پر عدالت میں حاضر ہوں۔ [788,181,893,325]
classified-rate: صرف -/100 روپے فی سطر [167,46,287,58]
column-2 [677,19,783,1649]
article-text: عدالت جناب سول جج صاحب اسلام آباد بمقدمہ بعنوان مسمی مذکور بنام عوام الناس درخواست برائے اجراء سرٹیفکیٹ وراثت زیر دفعہ 278 کے تحت زیر سماعت ہے لہذا بذریعہ اشتہار ہذا مطلع کیا جاتا ہے کہ اگر کسی کو کوئی اعتراض ہو تو مورخہ 09-12-2025 بوقت 8:30 بجے صبح اصالتاً یا وکالتاً حاضر عدالت ہو کر پیش کرے بصورت دیگر کارروائی یکطرفہ عمل میں لائی جائے گی۔ ولد حاصل کرنے کیلئے متوفی کے قانونی ورثاء کی فہرست منسلک ہے اور تمام متعلقہ افراد کو اطلاع دی جاتی ہے کہ وہ مقررہ تاریخ پر عدالت میں حاضر ہوں۔ [677,1255,783,1400]
article-text: عدالت جناب سول جج صاحب اسلام آباد بمقدمہ بعنوان مسمی مذکور بنام عوام الناس درخواست برائے اجراء سرٹیفکیٹ وراثت زیر دفعہ 278 کے تحت زیر سماعت ہے لہذا بذریعہ اشتہار ہذا مطلع کیا جاتا ہے کہ اگر کسی کو کوئی اعتراض ہو تو مورخہ 09-12-2025 بوقت 8:30 بجے صبح اصالتاً یا وکالتاً حاضر عدالت ہو کر پیش کرے بصورت دیگر کارروائی یکطرفہ عمل میں لائی جائے گی۔ ولد حاصل کرنے کیلئے متوفی کے قانونی ورثاء کی فہرست منسلک ہے اور تمام متعلقہ افراد کو اطلاع دی جاتی ہے کہ وہ مقررہ تاریخ پر عدالت میں حاضر ہوں۔ [448,1275,557,1420]
chapter-number: چیپٹر 17 [512,1260,556,1272]
article-entry [337,766,443,1216]
notice-text: عدالت جناب سول جج صاحب اسلام آباد بمقدمہ بعنوان مسمی مذکور بنام عوام الناس درخواست برائے اجراء سرٹیفکیٹ وراثت زیر دفعہ 278 کے تحت زیر سماعت ہے لہذا بذریعہ اشتہار ہذا مطلع کیا جاتا ہے کہ اگر کسی کو کوئی اعتراض ہو تو مورخہ 09-12-2025 بوقت 8:30 بجے صبح اصالتاً یا وکالتاً حاضر عدالت ہو کر پیش کرے بصورت دیگر کارروائی یکطرفہ عمل میں لائی جائے گی۔ ولد حاصل کرنے کیلئے متوفی کے قانونی ورثاء کی فہرست منسلک ہے اور تمام متعلقہ افراد کو اطلاع دی جاتی ہے کہ وہ مقررہ تاریخ پر عدالت میں حاضر ہوں۔ [2,621,116,757]
chapter-number: چیپٹر 25 [398,1221,442,1233]
chapter-title: خارجہ امور [702,602,745,615]
notice-text: عدالت جناب سول جج صاحب اسلام آباد بمقدمہ بعنوان مسمی مذکور بنام عوام الناس درخواست برائے اجراء سرٹیفکیٹ وراثت زیر دفعہ 278 کے تحت زیر سماعت ہے لہذا بذریعہ اشتہار ہذا مطلع کیا جاتا ہے کہ اگر کسی کو کوئی اعتراض ہو تو مورخہ 09-12-2025 بوقت 8:30 بجے صبح اصالتاً یا وکالتاً حاضر عدالت ہو کر پیش کرے بصورت دیگر کارروائی یکطرفہ عمل میں لائی جائے گی۔ ولد حاصل کرنے کیلئے متوفی کے قانونی ورثاء کی فہرست منسلک ہے اور تمام متعلقہ افراد کو اطلاع دی جاتی ہے کہ وہ مقررہ تاریخ پر عدالت میں حاضر ہوں۔ [230,446,330,600]
chapter-badge [788,2126,893,2140]
article-text: عدالت جناب سول جج صاحب اسلام آباد بمقدمہ بعنوان مسمی مذکور بنام عوام الناس درخواست برائے اجراء سرٹیفکیٹ وراثت زیر دفعہ 278 کے تحت زیر سماعت ہے لہذا بذریعہ اشتہار ہذا مطلع کیا جاتا ہے کہ اگر کسی کو کوئی اعتراض ہو تو مورخہ 09-12-2025 بوقت 8:30 بجے صبح اصالتاً یا وکالتاً حاضر عدالت ہو کر پیش کرے بصورت دیگر کارروائی یکطرفہ عمل میں لائی جائے گی۔ ولد حاصل کرنے کیلئے متوفی کے قانونی ورثاء کی فہرست منسلک ہے اور تمام متعلقہ افراد کو اطلاع دی جاتی ہے کہ وہ مقررہ تاریخ پر عدالت میں حاضر ہوں۔ [677,1729,783,1874]
column-rule [674,19,675,1649]
chapter-title: افغانستان کا مسئلہ [787,21,855,34]
chapter-number: چیپٹر 32 [71,1058,115,1070]
notice-text: عدالت جناب سول جج صاحب اسلام آباد بمقدمہ بعنوان مسمی مذکور بنام عوام الناس درخواست برائے اجراء سرٹیفکیٹ وراثت زیر دفعہ 278 کے تحت زیر سماعت ہے لہذا بذریعہ اشتہار ہذا مطلع کیا جاتا ہے کہ اگر کسی کو کوئی اعتراض ہو تو مورخہ 09-12-2025 بوقت 8:30 بجے صبح اصالتاً یا وکالتاً حاضر عدالت ہو کر پیش کرے بصورت دیگر کارروائی یکطرفہ عمل میں لائی جائے گی۔ ولد حاصل کرنے کیلئے متوفی کے قانونی ورثاء کی فہرست منسلک ہے اور تمام متعلقہ افراد کو اطلاع دی جاتی ہے کہ وہ مقررہ تاریخ پر عدالت میں حاضر ہوں۔ [2,41,116,177]
stf-mark: STF [2,612,116,618]
article-text: عدالت جناب سول جج صاحب اسلام آباد بمقدمہ بعنوان مسمی مذکور بنام عوام الناس درخواست برائے اجراء سرٹیفکیٹ وراثت زیر دفعہ 278 کے تحت زیر سماعت ہے لہذا بذریعہ اشتہار ہذا مطلع کیا جاتا ہے کہ اگر کسی کو کوئی اعتراض ہو تو مورخہ 09-12-2025 بوقت 8:30 بجے صبح اصالتاً یا وکالتاً حاضر عدالت ہو کر پیش کرے بصورت دیگر کارروائی یکطرفہ عمل میں لائی جائے گی۔ ولد حاصل کرنے کیلئے متوفی کے قانونی ورثاء کی فہرست منسلک ہے اور تمام متعلقہ افراد کو اطلاع دی جاتی ہے کہ وہ مقررہ تاریخ پر عدالت میں حاضر ہوں۔ [337,1710,443,1854]
article-text: عدالت جناب سول جج صاحب اسلام آباد بمقدمہ بعنوان مسمی مذکور بنام عوام الناس درخواست برائے اجراء سرٹیفکیٹ وراثت زیر دفعہ 278 کے تحت زیر سماعت ہے لہذا بذریعہ اشتہار ہذا مطلع کیا جاتا ہے کہ اگر کسی کو کوئی اعتراض ہو تو مورخہ 09-12-2025 بوقت 8:30 بجے صبح اصالتاً یا وکالتاً حاضر عدالت ہو کر پیش کرے بصورت دیگر کارروائی یکطرفہ عمل میں لائی جائے گی۔ ولد حاصل کرنے کیلئے متوفی کے قانونی ورثاء کی فہرست منسلک ہے اور تمام متعلقہ افراد کو اطلاع دی جاتی ہے کہ وہ مقررہ تاریخ پر عدالت میں حاضر ہوں۔ [562,309,671,453]
article-text: عدالت جناب سول جج صاحب اسلام آباد بمقدمہ بعنوان مسمی مذکور بنام عوام الناس درخواست برائے اجراء سرٹیفکیٹ وراثت زیر دفعہ 278 کے تحت زیر سماعت ہے لہذا بذریعہ اشتہار ہذا مطلع کیا جاتا ہے کہ اگر کسی کو کوئی اعتراض ہو تو مورخہ 09-12-2025 بوقت 8:30 بجے صبح اصالتاً یا وکالتاً حاضر عدالت ہو کر پیش کرے بصورت دیگر کارروائی یکطرفہ عمل میں لائی جائے گی۔ ولد حاصل کرنے کیلئے متوفی کے قانونی ورثاء کی فہرست منسلک ہے اور تمام متعلقہ افراد کو اطلاع دی جاتی ہے کہ وہ مقررہ تاریخ پر عدالت میں حاضر ہوں۔ [788,1070,893,1214]
article-text: عدالت جناب سول جج صاحب اسلام آباد بمقدمہ بعنوان مسمی مذکور بنام عوام الناس درخواست برائے اجراء سرٹیفکیٹ وراثت زیر دفعہ 278 کے تحت زیر سماعت ہے لہذا بذریعہ اشتہار ہذا مطلع کیا جاتا ہے کہ اگر کسی کو کوئی اعتراض ہو تو مورخہ 09-12-2025 بوقت 8:30 بجے صبح اصالتاً یا وکالتاً حاضر عدالت ہو کر پیش کرے بصورت دیگر کارروائی یکطرفہ عمل میں لائی جائے گی۔ ولد حاصل کرنے کیلئے متوفی کے قانونی ورثاء کی فہرست منسلک ہے اور تمام متعلقہ افراد کو اطلاع دی جاتی ہے کہ وہ مقررہ تاریخ پر عدالت میں حاضر ہوں۔ [788,1669,893,1813]
chapter-number: چیپٹر 19 [512,1734,556,1746]
article-entry [448,785,557,946]
notice-text: عدالت جناب سول جج صاحب اسلام آباد بمقدمہ بعنوان مسمی مذکور بنام عوام الناس درخواست برائے اجراء سرٹیفکیٹ وراثت زیر دفعہ 278 کے تحت زیر سماعت ہے لہذا بذریعہ اشتہار ہذا مطلع کیا جاتا ہے کہ اگر کسی کو کوئی اعتراض ہو تو مورخہ 09-12-2025 بوقت 8:30 بجے صبح اصالتاً یا وکالتاً حاضر عدالت ہو کر پیش کرے بصورت دیگر کارروائی یکطرفہ عمل میں لائی جائے گی۔ ولد حاصل کرنے کیلئے متوفی کے قانونی ورثاء کی فہرست منسلک ہے اور تمام متعلقہ افراد کو اطلاع دی جاتی ہے کہ وہ مقررہ تاریخ پر عدالت میں حاضر ہوں۔ [2,767,116,903]
article-entry [337,1220,443,1380]
chapter-badge [230,935,330,949]
chapter-number: چیپٹر 23 [398,168,442,180]
article-text: عدالت جناب سول جج صاحب اسلام آباد بمقدمہ بعنوان مسمی مذکور بنام عوام الناس درخواست برائے اجراء سرٹیفکیٹ وراثت زیر دفعہ 278 کے تحت زیر سماعت ہے لہذا بذریعہ اشتہار ہذا مطلع کیا جاتا ہے کہ اگر کسی کو کوئی اعتراض ہو تو مورخہ 09-12-2025 بوقت 8:30 بجے صبح اصالتاً یا وکالتاً حاضر عدالت ہو کر پیش کرے بصورت دیگر کارروائی یکطرفہ عمل میں لائی جائے گی۔ ولد حاصل کرنے کیلئے متوفی کے قانونی ورثاء کی فہرست منسلک ہے اور تمام متعلقہ افراد کو اطلاع دی جاتی ہے کہ وہ مقررہ تاریخ پر عدالت میں حاضر ہوں۔ [337,1545,443,1690]
stf-mark: STF [120,880,226,887]
article-text: عدالت جناب سول جج صاحب اسلام آباد بمقدمہ بعنوان مسمی مذکور بنام عوام الناس درخواست برائے اجراء سرٹیفکیٹ وراثت زیر دفعہ 278 کے تحت زیر سماعت ہے لہذا بذریعہ اشتہار ہذا مطلع کیا جاتا ہے کہ اگر کسی کو کوئی اعتراض ہو تو مورخہ 09-12-2025 بوقت 8:30 بجے صبح اصالتاً یا وکالتاً حاضر عدالت ہو کر پیش کرے بصورت دیگر کارروائی یکطرفہ عمل میں لائی جائے گی۔ ولد حاصل کرنے کیلئے متوفی کے قانونی ورثاء کی فہرست منسلک ہے اور تمام متعلقہ افراد کو اطلاع دی جاتی ہے کہ وہ مقررہ تاریخ پر عدالت میں حاضر ہوں۔ [448,473,557,617]
chapter-badge [788,764,893,778]
